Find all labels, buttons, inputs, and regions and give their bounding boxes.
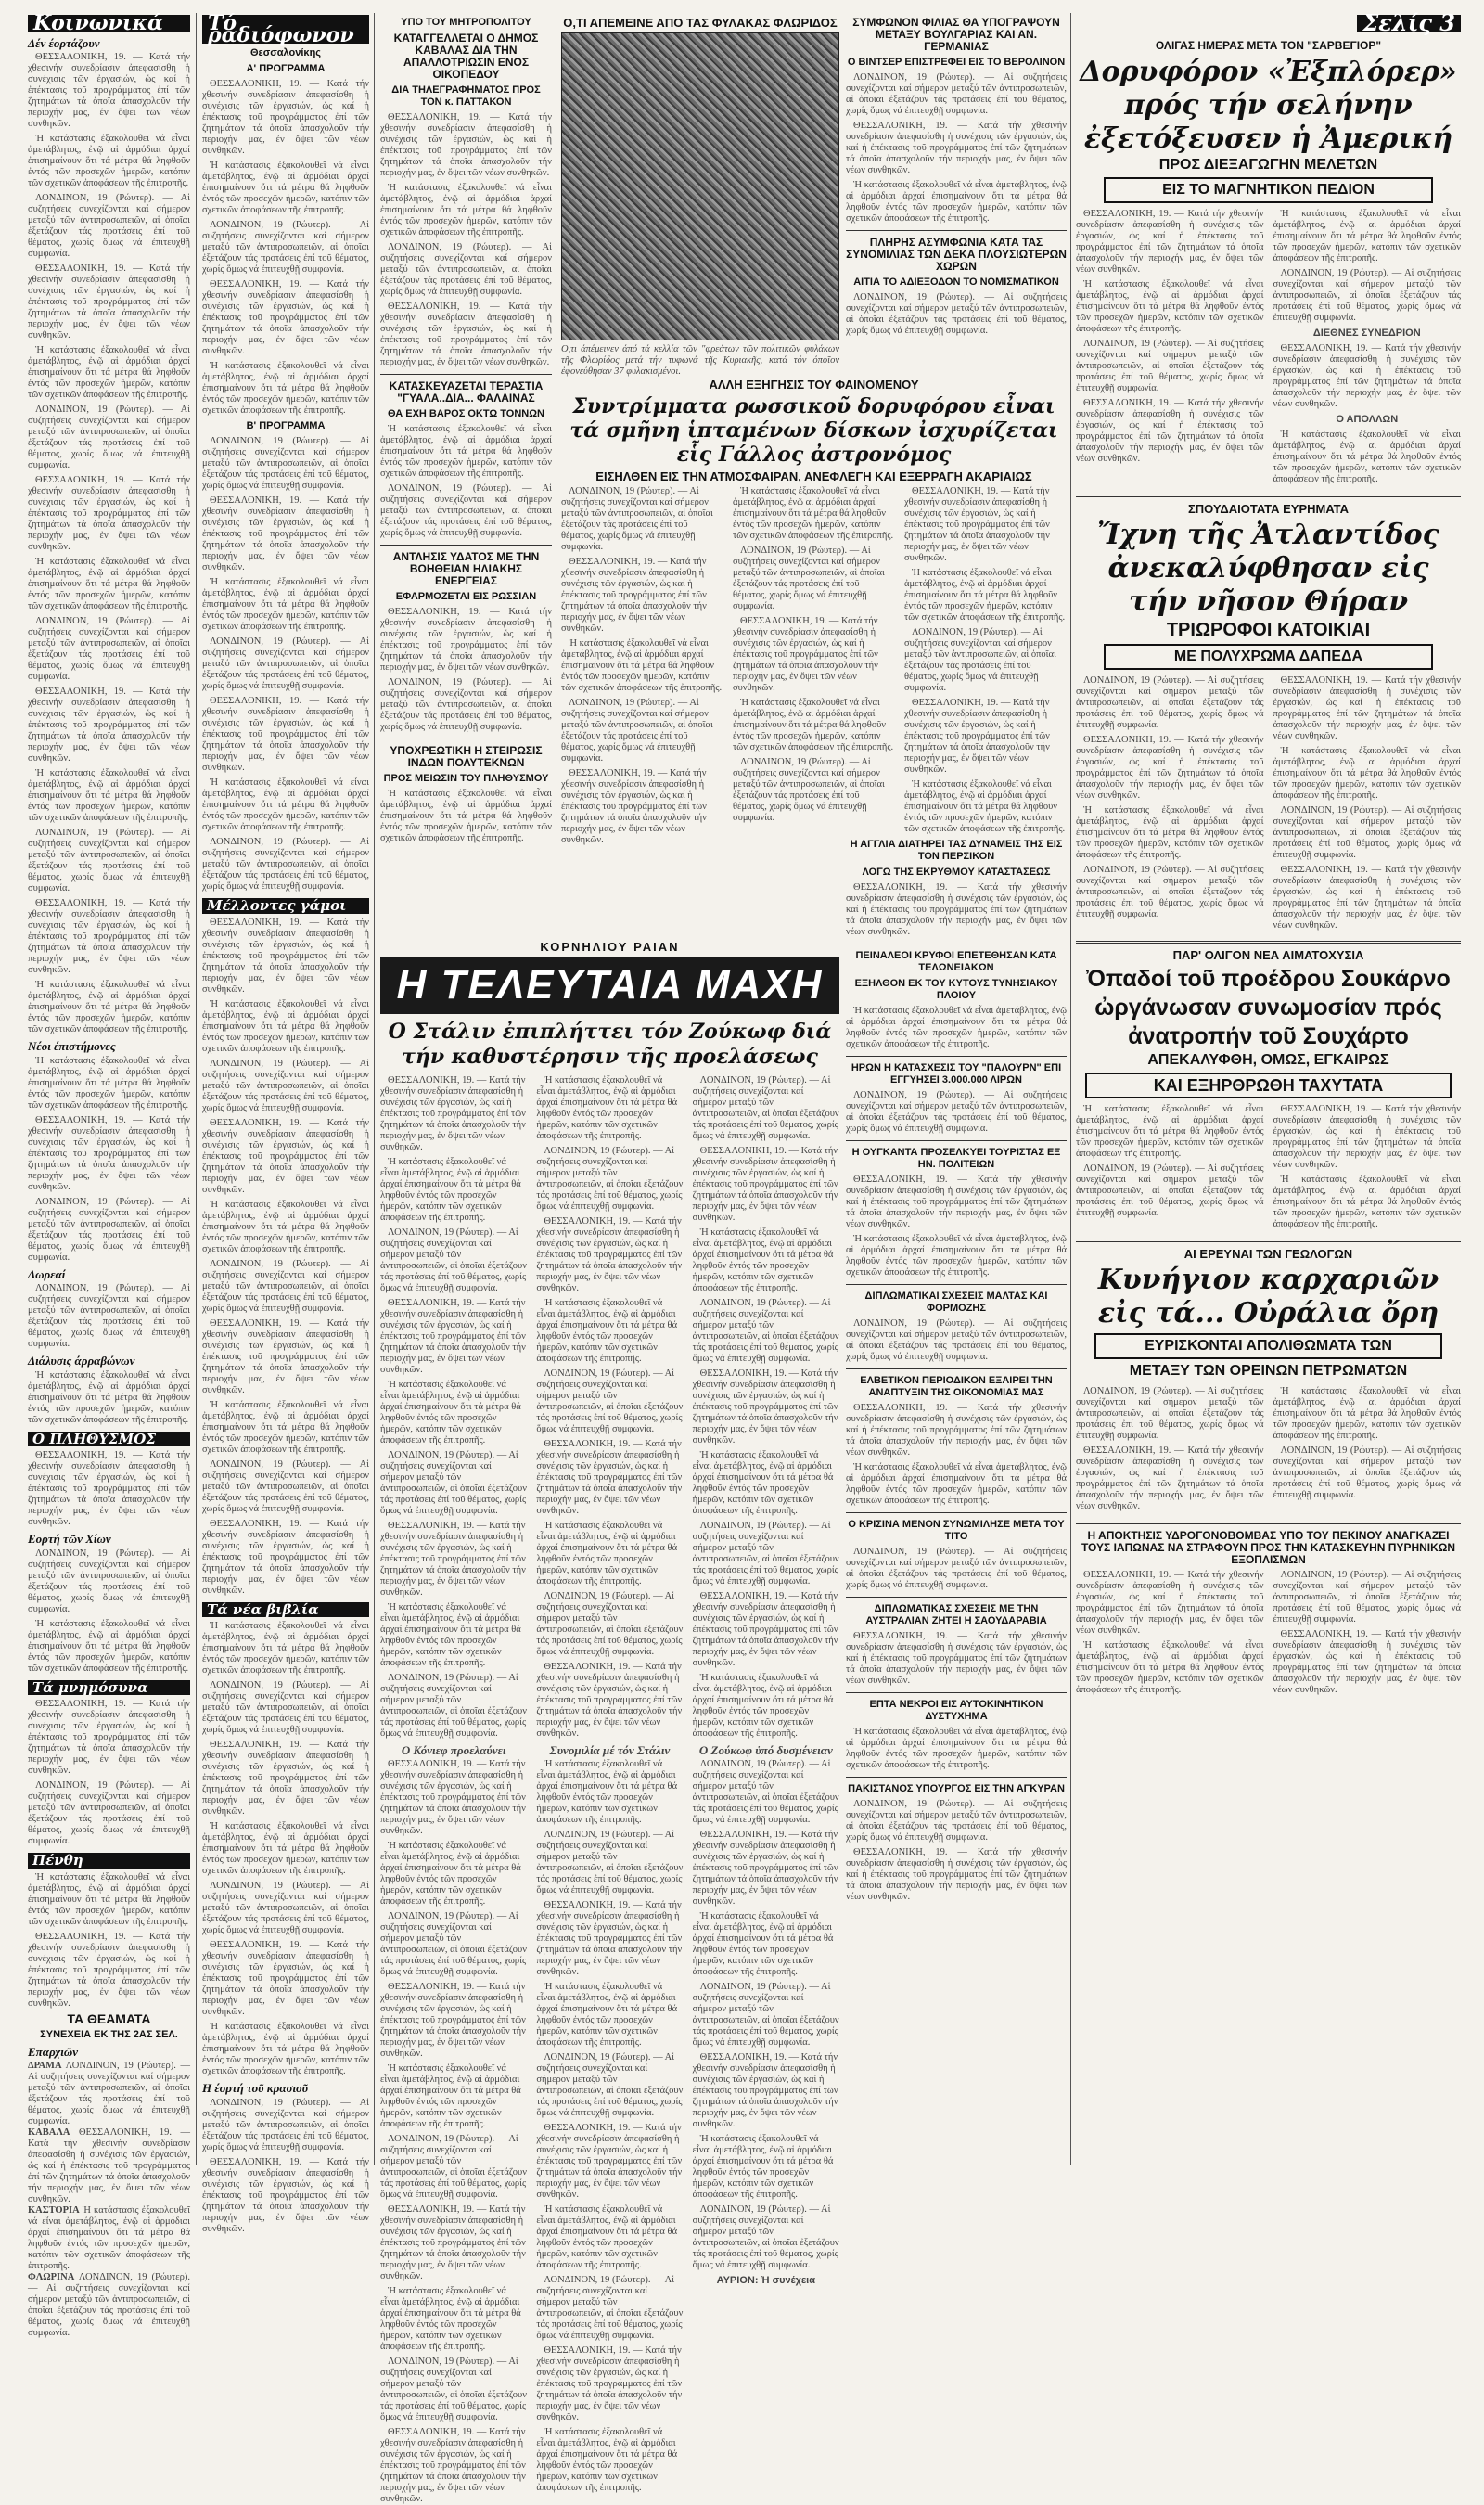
column-rule [1070,13,1071,2165]
sterilization-subheading: ΠΡΟΣ ΜΕΙΩΣΙΝ ΤΟΥ ΠΛΗΘΥΣΜΟΥ [383,773,549,784]
sterilization-heading: ΥΠΟΧΡΕΩΤΙΚΗ Η ΣΤΕΙΡΩΣΙΣ ΙΝΔΩΝ ΠΟΛΥΤΕΚΝΩΝ [390,744,543,769]
satellite-kicker: ΑΛΛΗ ΕΞΗΓΗΣΙΣ ΤΟΥ ΦΑΙΝΟΜΕΝΟΥ [709,378,919,392]
rates-heading: ΠΛΗΡΗΣ ΑΣΥΜΦΩΝΙΑ ΚΑΤΑ ΤΑΣ ΣΥΝΟΜΙΛΙΑΣ ΤΩΝ ΔΕΚΑ ΠΛΟΥΣΙΩΤΕΡΩΝ ΧΩΡΩΝ [846,236,1067,273]
program-b-heading: Β' ΠΡΟΓΡΑΜΜΑ [246,420,326,431]
explorer-subheading-2: ΕΙΣ ΤΟ ΜΑΓΝΗΤΙΚΟΝ ΠΕΔΙΟΝ [1104,177,1433,203]
apollo-heading: Ο ΑΠΟΛΛΩΝ [1336,413,1399,425]
wine-feast-heading: Η έορτή τοῦ κρασιοῦ [202,2081,309,2095]
persian-subheading: ΛΟΓΩ ΤΗΣ ΕΚΡΥΘΜΟΥ ΚΑΤΑΣΤΑΣΕΩΣ [862,867,1051,878]
whale-jar-subheading: ΘΑ ΕΧΗ ΒΑΡΟΣ ΟΚΤΩ ΤΟΝΝΩΝ [388,408,544,419]
hbomb-heading: Η ΑΠΟΚΤΗΣΙΣ ΥΔΡΟΓΟΝΟΒΟΜΒΑΣ ΥΠΟ ΤΟΥ ΠΕΚΙΝΟΥ ΑΝΑΓΚΑΖΕΙ ΤΟΥΣ ΙΑΠΩΝΑΣ ΝΑ ΣΤΡΑΦΟΥΝ ΠΡΟΣ ΤΗΝ ΚΑΤΑΣΚΕΥΗΝ ΠΥΡΗΝΙΚΩΝ ΕΞΟΠΛΙΣΜΩΝ [1081,1528,1456,1566]
malta-heading: ΔΙΠΛΩΜΑΤΙΚΑΙ ΣΧΕΣΕΙΣ ΜΑΛΤΑΣ ΚΑΙ ΦΟΡΜΟΖΗΣ [864,1291,1048,1314]
column-rule [196,13,197,2165]
whale-jar-heading: ΚΑΤΑΣΚΕΥΑΖΕΤΑΙ ΤΕΡΑΣΤΙΑ "ΓΥΑΛΑ..ΔΙΑ... ΦΑΛΑΙΝΑΣ [389,379,544,405]
column-pact: ΣΥΜΦΩΝΟΝ ΦΙΛΙΑΣ ΘΑ ΥΠΟΓΡΑΨΟΥΝ ΜΕΤΑΞΥ ΒΟΥΛΓΑΡΙΑΣ ΚΑΙ ΑΝ. ΓΕΡΜΑΝΙΑΣ Ο ΒΙΝΤΣΕΡ ΕΠΙΣΤΡΕΦΕΙ ΕΙΣ ΤΟ ΒΕΡΟΛΙΝΟΝ ΛΟΝΔΙΝΟΝ, 19 (Ρώυτερ). — Αἱ συζητήσεις συνεχίζονται καί σήμερον μεταξύ τῶν ἀντιπροσωπειῶν, αἱ ὁποῖαι ἐξετάζουν τάς προτάσεις ἐπί τοῦ θέματος, χωρίς ὅμως νά ἐπιτευχθῇ συμφωνία. ΘΕΣΣΑΛΟΝΙΚΗ, 19. — Κατά τήν χθεσινήν συνεδρίασιν ἀπεφασίσθη ἡ συνέχισις τῶν ἐργασιών, ὡς καί ἡ ἐπέκτασις τοῦ προγράμματος ἐπί τῶν ζητημάτων τά ὁποῖα ἀπασχολοῦν τήν περιοχήν μας, ἐν ὄψει τῶν νέων συνθηκῶν. Ἡ κατάστασις ἐξακολουθεῖ νά εἶναι ἀμετάβλητος, ἐνῷ αἱ ἁρμόδιαι ἀρχαί ἐπισημαίνουν ὅτι τά μέτρα θά ληφθοῦν ἐντός τῶν προσεχῶν ἡμερῶν, κατόπιν τῶν σχετικῶν ἀποφάσεων τῆς ἐπιτροπῆς. ΠΛΗΡΗΣ ΑΣΥΜΦΩΝΙΑ ΚΑΤΑ ΤΑΣ ΣΥΝΟΜΙΛΙΑΣ ΤΩΝ ΔΕΚΑ ΠΛΟΥΣΙΩΤΕΡΩΝ ΧΩΡΩΝ ΑΙΤΙΑ ΤΟ ΑΔΙΕΞΟΔΟΝ ΤΟ ΝΟΜΙΣΜΑΤΙΚΟΝ ΛΟΝΔΙΝΟΝ, 19 (Ρώυτερ). — Αἱ συζητήσεις συνεχίζονται καί σήμερον μεταξύ τῶν ἀντιπροσωπειῶν, αἱ ὁποῖαι ἐξετάζουν τάς προτάσεις ἐπί τοῦ θέματος, χωρίς ὅμως νά ἐπιτευχθῇ συμφωνία. [846,16,1067,336]
explorer-subheading-1: ΠΡΟΣ ΔΙΕΞΑΓΩΓΗΝ ΜΕΛΕΤΩΝ [1158,156,1378,173]
atlantis-subheading-2: ΜΕ ΠΟΛΥΧΡΩΜΑ ΔΑΠΕΔΑ [1104,644,1433,670]
geology-headline: Κυνήγιον καρχαριῶν εἰς τά... Οὐράλια ὄρη [1097,1263,1439,1330]
column-world-briefs: Η ΑΓΓΛΙΑ ΔΙΑΤΗΡΕΙ ΤΑΣ ΔΥΝΑΜΕΙΣ ΤΗΣ ΕΙΣ ΤΟΝ ΠΕΡΣΙΚΟΝ ΛΟΓΩ ΤΗΣ ΕΚΡΥΘΜΟΥ ΚΑΤΑΣΤΑΣΕΩΣ ΘΕΣΣΑΛΟΝΙΚΗ, 19. — Κατά τήν χθεσινήν συνεδρίασιν ἀπεφασίσθη ἡ συνέχισις τῶν ἐργασιών, ὡς καί ἡ ἐπέκτασις τοῦ προγράμματος ἐπί τῶν ζητημάτων τά ὁποῖα ἀπασχολοῦν τήν περιοχήν μας, ἐν ὄψει τῶν νέων συνθηκῶν. ΠΕΙΝΑΛΕΟΙ ΚΡΥΦΟΙ ΕΠΕΤΕΘΗΣΑΝ ΚΑΤΑ ΤΕΛΩΝΕΙΑΚΩΝ ΕΞΗΛΘΟΝ ΕΚ ΤΟΥ ΚΥΤΟΥΣ ΤΥΝΗΣΙΑΚΟΥ ΠΛΟΙΟΥ Ἡ κατάστασις ἐξακολουθεῖ νά εἶναι ἀμετάβλητος, ἐνῷ αἱ ἁρμόδιαι ἀρχαί ἐπισημαίνουν ὅτι τά μέτρα θά ληφθοῦν ἐντός τῶν προσεχῶν ἡμερῶν, κατόπιν τῶν σχετικῶν ἀποφάσεων τῆς ἐπιτροπῆς. ΗΡΩΝ Η ΚΑΤΑΣΧΕΣΙΣ ΤΟΥ "ΠΑΛΟΥΡΝ" ΕΠΙ ΕΓΓΥΗΣΕΙ 3.000.000 ΛΙΡΩΝ ΛΟΝΔΙΝΟΝ, 19 (Ρώυτερ). — Αἱ συζητήσεις συνεχίζονται καί σήμερον μεταξύ τῶν ἀντιπροσωπειῶν, αἱ ὁποῖαι ἐξετάζουν τάς προτάσεις ἐπί τοῦ θέματος, χωρίς ὅμως νά ἐπιτευχθῇ συμφωνία. Η ΟΥΓΚΑΝΤΑ ΠΡΟΣΕΛΚΥΕΙ ΤΟΥΡΙΣΤΑΣ ΕΞ ΗΝ. ΠΟΛΙΤΕΙΩΝ ΘΕΣΣΑΛΟΝΙΚΗ, 19. — Κατά τήν χθεσινήν συνεδρίασιν ἀπεφασίσθη ἡ συνέχισις τῶν ἐργασιών, ὡς καί ἡ ἐπέκτασις τοῦ προγράμματος ἐπί τῶν ζητημάτων τά ὁποῖα ἀπασχολοῦν τήν περιοχήν μας, ἐν ὄψει τῶν νέων συνθηκῶν. Ἡ κατάστασις ἐξακολουθεῖ νά εἶναι ἀμετάβλητος, ἐνῷ αἱ ἁρμόδιαι ἀρχαί ἐπισημαίνουν ὅτι τά μέτρα θά ληφθοῦν ἐντός τῶν προσεχῶν ἡμερῶν, κατόπιν τῶν σχετικῶν ἀποφάσεων τῆς ἐπιτροπῆς. ΔΙΠΛΩΜΑΤΙΚΑΙ ΣΧΕΣΕΙΣ ΜΑΛΤΑΣ ΚΑΙ ΦΟΡΜΟΖΗΣ ΛΟΝΔΙΝΟΝ, 19 (Ρώυτερ). — Αἱ συζητήσεις συνεχίζονται καί σήμερον μεταξύ τῶν ἀντιπροσωπειῶν, αἱ ὁποῖαι ἐξετάζουν τάς προτάσεις ἐπί τοῦ θέματος, χωρίς ὅμως νά ἐπιτευχθῇ συμφωνία. ΕΛΒΕΤΙΚΟΝ ΠΕΡΙΟΔΙΚΟΝ ΕΞΑΙΡΕΙ ΤΗΝ ΑΝΑΠΤΥΞΙΝ ΤΗΣ ΟΙΚΟΝΟΜΙΑΣ ΜΑΣ ΘΕΣΣΑΛΟΝΙΚΗ, 19. — Κατά τήν χθεσινήν συνεδρίασιν ἀπεφασίσθη ἡ συνέχισις τῶν ἐργασιών, ὡς καί ἡ ἐπέκτασις τοῦ προγράμματος ἐπί τῶν ζητημάτων τά ὁποῖα ἀπασχολοῦν τήν περιοχήν μας, ἐν ὄψει τῶν νέων συνθηκῶν. Ἡ κατάστασις ἐξακολουθεῖ νά εἶναι ἀμετάβλητος, ἐνῷ αἱ ἁρμόδιαι ἀρχαί ἐπισημαίνουν ὅτι τά μέτρα θά ληφθοῦν ἐντός τῶν προσεχῶν ἡμερῶν, κατόπιν τῶν σχετικῶν ἀποφάσεων τῆς ἐπιτροπῆς. Ο ΚΡΙΣΙΝΑ ΜΕΝΟΝ ΣΥΝΩΜΙΛΗΣΕ ΜΕΤΑ ΤΟΥ ΤΙΤΟ ΛΟΝΔΙΝΟΝ, 19 (Ρώυτερ). — Αἱ συζητήσεις συνεχίζονται καί σήμερον μεταξύ τῶν ἀντιπροσωπειῶν, αἱ ὁποῖαι ἐξετάζουν τάς προτάσεις ἐπί τοῦ θέματος, χωρίς ὅμως νά ἐπιτευχθῇ συμφωνία. ΔΙΠΛΩΜΑΤΙΚΑΣ ΣΧΕΣΕΙΣ ΜΕ ΤΗΝ ΑΥΣΤΡΑΛΙΑΝ ΖΗΤΕΙ Η ΣΑΟΥΔΑΡΑΒΙΑ ΘΕΣΣΑΛΟΝΙΚΗ, 19. — Κατά τήν χθεσινήν συνεδρίασιν ἀπεφασίσθη ἡ συνέχισις τῶν ἐργασιών, ὡς καί ἡ ἐπέκτασις τοῦ προγράμματος ἐπί τῶν ζητημάτων τά ὁποῖα ἀπασχολοῦν τήν περιοχήν μας, ἐν ὄψει τῶν νέων συνθηκῶν. ΕΠΤΑ ΝΕΚΡΟΙ ΕΙΣ ΑΥΤΟΚΙΝΗΤΙΚΟΝ ΔΥΣΤΥΧΗΜΑ Ἡ κατάστασις ἐξακολουθεῖ νά εἶναι ἀμετάβλητος, ἐνῷ αἱ ἁρμόδιαι ἀρχαί ἐπισημαίνουν ὅτι τά μέτρα θά ληφθοῦν ἐντός τῶν προσεχῶν ἡμερῶν, κατόπιν τῶν σχετικῶν ἀποφάσεων τῆς ἐπιτροπῆς. ΠΑΚΙΣΤΑΝΟΣ ΥΠΟΥΡΓΟΣ ΕΙΣ ΤΗΝ ΑΓΚΥΡΑΝ ΛΟΝΔΙΝΟΝ, 19 (Ρώυτερ). — Αἱ συζητήσεις συνεχίζονται καί σήμερον μεταξύ τῶν ἀντιπροσωπειῶν, αἱ ὁποῖαι ἐξετάζουν τάς προτάσεις ἐπί τοῦ θέματος, χωρίς ὅμως νά ἐπιτευχθῇ συμφωνία. ΘΕΣΣΑΛΟΝΙΚΗ, 19. — Κατά τήν χθεσινήν συνεδρίασιν ἀπεφασίσθη ἡ συνέχισις τῶν ἐργασιών, ὡς καί ἡ ἐπέκτασις τοῦ προγράμματος ἐπί τῶν ζητημάτων τά ὁποῖα ἀπασχολοῦν τήν περιοχήν μας, ἐν ὄψει τῶν νέων συνθηκῶν. [846,839,1067,1902]
metro-subheading: ΔΙΑ ΤΗΛΕΓΡΑΦΗΜΑΤΟΣ ΠΡΟΣ ΤΟΝ κ. ΠΑΤΤΑΚΟΝ [391,84,541,108]
pact-heading: ΣΥΜΦΩΝΟΝ ΦΙΛΙΑΣ ΘΑ ΥΠΟΓΡΑΨΟΥΝ ΜΕΤΑΞΥ ΒΟΥΛΓΑΡΙΑΣ ΚΑΙ ΑΝ. ΓΕΡΜΑΝΙΑΣ [852,16,1060,53]
geology-kicker: ΑΙ ΕΡΕΥΝΑΙ ΤΩΝ ΓΕΩΛΟΓΩΝ [1183,1246,1353,1261]
konev-heading: Ο Κόνιεφ προελαύνει [401,1743,506,1757]
memorial-banner: Τά μνημόσυνα [28,1680,190,1696]
serial-title: Η ΤΕΛΕΥΤΑΙΑ ΜΑΧΗ [380,957,839,1014]
photo-heading: Ο,ΤΙ ΑΠΕΜΕΙΝΕ ΑΠΟ ΤΑΣ ΦΥΛΑΚΑΣ ΦΛΩΡΙΔΟΣ [563,16,838,30]
newlyweds-heading: Νέοι έπιστήμονες [28,1039,116,1053]
atlantis-kicker: ΣΠΟΥΔΑΙΟΤΑΤΑ ΕΥΡΗΜΑΤΑ [1187,501,1350,516]
pakistan-heading: ΠΑΚΙΣΤΑΝΟΣ ΥΠΟΥΡΓΟΣ ΕΙΣ ΤΗΝ ΑΓΚΥΡΑΝ [848,1783,1065,1794]
sukarno-kicker: ΠΑΡ' ΟΛΙΓΟΝ ΝΕΑ ΑΙΜΑΤΟΧΥΣΙΑ [1172,947,1364,962]
saudi-heading: ΔΙΠΛΩΜΑΤΙΚΑΣ ΣΧΕΣΕΙΣ ΜΕ ΤΗΝ ΑΥΣΤΡΑΛΙΑΝ ΖΗΤΕΙ Η ΣΑΟΥΔΑΡΑΒΙΑ [865,1603,1047,1626]
atlantis-headline: Ἴχνη τῆς Ἀτλαντίδος ἀνεκαλύφθησαν εἰς τήν νῆσον Θήραν [1097,518,1439,618]
explorer-headline: Δορυφόρον «Ἐξπλόρερ» πρός τήν σελήνην ἐξετόξευσεν ἡ Ἀμερική [1080,55,1457,155]
explorer-kicker: ΟΛΙΓΑΣ ΗΜΕΡΑΣ ΜΕΤΑ ΤΟΝ "ΣΑΡΒΕΓΙΟΡ" [1155,38,1382,52]
program-a-heading: Α' ΠΡΟΓΡΑΜΜΑ [246,63,326,74]
customs-heading: ΠΕΙΝΑΛΕΟΙ ΚΡΥΦΟΙ ΕΠΕΤΕΘΗΣΑΝ ΚΑΤΑ ΤΕΛΩΝΕΙΑΚΩΝ [855,950,1057,973]
accident-heading: ΕΠΤΑ ΝΕΚΡΟΙ ΕΙΣ ΑΥΤΟΚΙΝΗΤΙΚΟΝ ΔΥΣΤΥΧΗΜΑ [869,1699,1043,1722]
atlantis-subheading-1: ΤΡΙΩΡΟΦΟΙ ΚΑΤΟΙΚΙΑΙ [1166,619,1371,640]
gifts-heading: Δωρεαί [28,1266,66,1281]
engagement-end-heading: Διάλυσις άρραβώνων [28,1354,135,1368]
satellite-subheading: ΕΙΣΗΛΘΕΝ ΕΙΣ ΤΗΝ ΑΤΜΟΣΦΑΙΡΑΝ, ΑΝΕΦΛΕΓΗ ΚΑΙ ΕΞΕΡΡΑΓΗ ΑΚΑΡΙΑΙΩΣ [595,469,1032,483]
town-name: ΔΡΑΜΑ [28,2061,62,2071]
provinces-heading: Επαρχιῶν [28,2044,79,2059]
books-banner: Τά νέα βιβλία [202,1602,369,1618]
satellite-story: ΑΛΛΗ ΕΞΗΓΗΣΙΣ ΤΟΥ ΦΑΙΝΟΜΕΝΟΥ Συντρίμματα ρωσσικοῦ δορυφόρου εἶναι τά σμῆνη ἱπταμένων δίσκων ἰσχυρίζεται εἷς Γάλλος ἀστρονόμος ΕΙΣΗΛΘΕΝ ΕΙΣ ΤΗΝ ΑΤΜΟΣΦΑΙΡΑΝ, ΑΝΕΦΛΕΓΗ ΚΑΙ ΕΞΕΡΡΑΓΗ ΑΚΑΡΙΑΙΩΣ ΛΟΝΔΙΝΟΝ, 19 (Ρώυτερ). — Αἱ συζητήσεις συνεχίζονται καί σήμερον μεταξύ τῶν ἀντιπροσωπειῶν, αἱ ὁποῖαι ἐξετάζουν τάς προτάσεις ἐπί τοῦ θέματος, χωρίς ὅμως νά ἐπιτευχθῇ συμφωνία. ΘΕΣΣΑΛΟΝΙΚΗ, 19. — Κατά τήν χθεσινήν συνεδρίασιν ἀπεφασίσθη ἡ συνέχισις τῶν ἐργασιών, ὡς καί ἡ ἐπέκτασις τοῦ προγράμματος ἐπί τῶν ζητημάτων τά ὁποῖα ἀπασχολοῦν τήν περιοχήν μας, ἐν ὄψει τῶν νέων συνθηκῶν. Ἡ κατάστασις ἐξακολουθεῖ νά εἶναι ἀμετάβλητος, ἐνῷ αἱ ἁρμόδιαι ἀρχαί ἐπισημαίνουν ὅτι τά μέτρα θά ληφθοῦν ἐντός τῶν προσεχῶν ἡμερῶν, κατόπιν τῶν σχετικῶν ἀποφάσεων τῆς ἐπιτροπῆς. ΛΟΝΔΙΝΟΝ, 19 (Ρώυτερ). — Αἱ συζητήσεις συνεχίζονται καί σήμερον μεταξύ τῶν ἀντιπροσωπειῶν, αἱ ὁποῖαι ἐξετάζουν τάς προτάσεις ἐπί τοῦ θέματος, χωρίς ὅμως νά ἐπιτευχθῇ συμφωνία. ΘΕΣΣΑΛΟΝΙΚΗ, 19. — Κατά τήν χθεσινήν συνεδρίασιν ἀπεφασίσθη ἡ συνέχισις τῶν ἐργασιών, ὡς καί ἡ ἐπέκτασις τοῦ προγράμματος ἐπί τῶν ζητημάτων τά ὁποῖα ἀπασχολοῦν τήν περιοχήν μας, ἐν ὄψει τῶν νέων συνθηκῶν. Ἡ κατάστασις ἐξακολουθεῖ νά εἶναι ἀμετάβλητος, ἐνῷ αἱ ἁρμόδιαι ἀρχαί ἐπισημαίνουν ὅτι τά μέτρα θά ληφθοῦν ἐντός τῶν προσεχῶν ἡμερῶν, κατόπιν τῶν σχετικῶν ἀποφάσεων τῆς ἐπιτροπῆς. ΛΟΝΔΙΝΟΝ, 19 (Ρώυτερ). — Αἱ συζητήσεις συνεχίζονται καί σήμερον μεταξύ τῶν ἀντιπροσωπειῶν, αἱ ὁποῖαι ἐξετάζουν τάς προτάσεις ἐπί τοῦ θέματος, χωρίς ὅμως νά ἐπιτευχθῇ συμφωνία. ΘΕΣΣΑΛΟΝΙΚΗ, 19. — Κατά τήν χθεσινήν συνεδρίασιν ἀπεφασίσθη ἡ συνέχισις τῶν ἐργασιών, ὡς καί ἡ ἐπέκτασις τοῦ προγράμματος ἐπί τῶν ζητημάτων τά ὁποῖα ἀπασχολοῦν τήν περιοχήν μας, ἐν ὄψει τῶν νέων συνθηκῶν. Ἡ κατάστασις ἐξακολουθεῖ νά εἶναι ἀμετάβλητος, ἐνῷ αἱ ἁρμόδιαι ἀρχαί ἐπισημαίνουν ὅτι τά μέτρα θά ληφθοῦν ἐντός τῶν προσεχῶν ἡμερῶν, κατόπιν τῶν σχετικῶν ἀποφάσεων τῆς ἐπιτροπῆς. ΛΟΝΔΙΝΟΝ, 19 (Ρώυτερ). — Αἱ συζητήσεις συνεχίζονται καί σήμερον μεταξύ τῶν ἀντιπροσωπειῶν, αἱ ὁποῖαι ἐξετάζουν τάς προτάσεις ἐπί τοῦ θέματος, χωρίς ὅμως νά ἐπιτευχθῇ συμφωνία. ΘΕΣΣΑΛΟΝΙΚΗ, 19. — Κατά τήν χθεσινήν συνεδρίασιν ἀπεφασίσθη ἡ συνέχισις τῶν ἐργασιών, ὡς καί ἡ ἐπέκτασις τοῦ προγράμματος ἐπί τῶν ζητημάτων τά ὁποῖα ἀπασχολοῦν τήν περιοχήν μας, ἐν ὄψει τῶν νέων συνθηκῶν. Ἡ κατάστασις ἐξακολουθεῖ νά εἶναι ἀμετάβλητος, ἐνῷ αἱ ἁρμόδιαι ἀρχαί ἐπισημαίνουν ὅτι τά μέτρα θά ληφθοῦν ἐντός τῶν προσεχῶν ἡμερῶν, κατόπιν τῶν σχετικῶν ἀποφάσεων τῆς ἐπιτροπῆς. ΛΟΝΔΙΝΟΝ, 19 (Ρώυτερ). — Αἱ συζητήσεις συνεχίζονται καί σήμερον μεταξύ τῶν ἀντιπροσωπειῶν, αἱ ὁποῖαι ἐξετάζουν τάς προτάσεις ἐπί τοῦ θέματος, χωρίς ὅμως νά ἐπιτευχθῇ συμφωνία. ΘΕΣΣΑΛΟΝΙΚΗ, 19. — Κατά τήν χθεσινήν συνεδρίασιν ἀπεφασίσθη ἡ συνέχισις τῶν ἐργασιών, ὡς καί ἡ ἐπέκτασις τοῦ προγράμματος ἐπί τῶν ζητημάτων τά ὁποῖα ἀπασχολοῦν τήν περιοχήν μας, ἐν ὄψει τῶν νέων συνθηκῶν. Ἡ κατάστασις ἐξακολουθεῖ νά εἶναι ἀμετάβλητος, ἐνῷ αἱ ἁρμόδιαι ἀρχαί ἐπισημαίνουν ὅτι τά μέτρα θά ληφθοῦν ἐντός τῶν προσεχῶν ἡμερῶν, κατόπιν τῶν σχετικῶν ἀποφάσεων τῆς ἐπιτροπῆς. [561,378,1066,845]
town-name: ΚΑΒΑΛΑ [28,2127,70,2138]
krishna-menon-heading: Ο ΚΡΙΣΙΝΑ ΜΕΝΟΝ ΣΥΝΩΜΙΛΗΣΕ ΜΕΤΑ ΤΟΥ ΤΙΤΟ [848,1519,1065,1542]
congress-heading: ΔΙΕΘΝΕΣ ΣΥΝΕΔΡΙΟΝ [1312,327,1421,339]
prison-ruins-photo [561,32,839,340]
pact-subheading: Ο ΒΙΝΤΣΕΡ ΕΠΙΣΤΡΕΦΕΙ ΕΙΣ ΤΟ ΒΕΡΟΛΙΝΟΝ [847,57,1066,68]
mourning-banner: Πένθη [28,1853,190,1869]
column-social: Κοινωνικά Δέν έορτάζουν ΘΕΣΣΑΛΟΝΙΚΗ, 19. — Κατά τήν χθεσινήν συνεδρίασιν ἀπεφασίσθη ἡ συνέχισις τῶν ἐργασιών, ὡς καί ἡ ἐπέκτασις τοῦ προγράμματος ἐπί τῶν ζητημάτων τά ὁποῖα ἀπασχολοῦν τήν περιοχήν μας, ἐν ὄψει τῶν νέων συνθηκῶν. Ἡ κατάστασις ἐξακολουθεῖ νά εἶναι ἀμετάβλητος, ἐνῷ αἱ ἁρμόδιαι ἀρχαί ἐπισημαίνουν ὅτι τά μέτρα θά ληφθοῦν ἐντός τῶν προσεχῶν ἡμερῶν, κατόπιν τῶν σχετικῶν ἀποφάσεων τῆς ἐπιτροπῆς. ΛΟΝΔΙΝΟΝ, 19 (Ρώυτερ). — Αἱ συζητήσεις συνεχίζονται καί σήμερον μεταξύ τῶν ἀντιπροσωπειῶν, αἱ ὁποῖαι ἐξετάζουν τάς προτάσεις ἐπί τοῦ θέματος, χωρίς ὅμως νά ἐπιτευχθῇ συμφωνία. ΘΕΣΣΑΛΟΝΙΚΗ, 19. — Κατά τήν χθεσινήν συνεδρίασιν ἀπεφασίσθη ἡ συνέχισις τῶν ἐργασιών, ὡς καί ἡ ἐπέκτασις τοῦ προγράμματος ἐπί τῶν ζητημάτων τά ὁποῖα ἀπασχολοῦν τήν περιοχήν μας, ἐν ὄψει τῶν νέων συνθηκῶν. Ἡ κατάστασις ἐξακολουθεῖ νά εἶναι ἀμετάβλητος, ἐνῷ αἱ ἁρμόδιαι ἀρχαί ἐπισημαίνουν ὅτι τά μέτρα θά ληφθοῦν ἐντός τῶν προσεχῶν ἡμερῶν, κατόπιν τῶν σχετικῶν ἀποφάσεων τῆς ἐπιτροπῆς. ΛΟΝΔΙΝΟΝ, 19 (Ρώυτερ). — Αἱ συζητήσεις συνεχίζονται καί σήμερον μεταξύ τῶν ἀντιπροσωπειῶν, αἱ ὁποῖαι ἐξετάζουν τάς προτάσεις ἐπί τοῦ θέματος, χωρίς ὅμως νά ἐπιτευχθῇ συμφωνία. ΘΕΣΣΑΛΟΝΙΚΗ, 19. — Κατά τήν χθεσινήν συνεδρίασιν ἀπεφασίσθη ἡ συνέχισις τῶν ἐργασιών, ὡς καί ἡ ἐπέκτασις τοῦ προγράμματος ἐπί τῶν ζητημάτων τά ὁποῖα ἀπασχολοῦν τήν περιοχήν μας, ἐν ὄψει τῶν νέων συνθηκῶν. Ἡ κατάστασις ἐξακολουθεῖ νά εἶναι ἀμετάβλητος, ἐνῷ αἱ ἁρμόδιαι ἀρχαί ἐπισημαίνουν ὅτι τά μέτρα θά ληφθοῦν ἐντός τῶν προσεχῶν ἡμερῶν, κατόπιν τῶν σχετικῶν ἀποφάσεων τῆς ἐπιτροπῆς. ΛΟΝΔΙΝΟΝ, 19 (Ρώυτερ). — Αἱ συζητήσεις συνεχίζονται καί σήμερον μεταξύ τῶν ἀντιπροσωπειῶν, αἱ ὁποῖαι ἐξετάζουν τάς προτάσεις ἐπί τοῦ θέματος, χωρίς ὅμως νά ἐπιτευχθῇ συμφωνία. ΘΕΣΣΑΛΟΝΙΚΗ, 19. — Κατά τήν χθεσινήν συνεδρίασιν ἀπεφασίσθη ἡ συνέχισις τῶν ἐργασιών, ὡς καί ἡ ἐπέκτασις τοῦ προγράμματος ἐπί τῶν ζητημάτων τά ὁποῖα ἀπασχολοῦν τήν περιοχήν μας, ἐν ὄψει τῶν νέων συνθηκῶν. Ἡ κατάστασις ἐξακολουθεῖ νά εἶναι ἀμετάβλητος, ἐνῷ αἱ ἁρμόδιαι ἀρχαί ἐπισημαίνουν ὅτι τά μέτρα θά ληφθοῦν ἐντός τῶν προσεχῶν ἡμερῶν, κατόπιν τῶν σχετικῶν ἀποφάσεων τῆς ἐπιτροπῆς. ΛΟΝΔΙΝΟΝ, 19 (Ρώυτερ). — Αἱ συζητήσεις συνεχίζονται καί σήμερον μεταξύ τῶν ἀντιπροσωπειῶν, αἱ ὁποῖαι ἐξετάζουν τάς προτάσεις ἐπί τοῦ θέματος, χωρίς ὅμως νά ἐπιτευχθῇ συμφωνία. ΘΕΣΣΑΛΟΝΙΚΗ, 19. — Κατά τήν χθεσινήν συνεδρίασιν ἀπεφασίσθη ἡ συνέχισις τῶν ἐργασιών, ὡς καί ἡ ἐπέκτασις τοῦ προγράμματος ἐπί τῶν ζητημάτων τά ὁποῖα ἀπασχολοῦν τήν περιοχήν μας, ἐν ὄψει τῶν νέων συνθηκῶν. Ἡ κατάστασις ἐξακολουθεῖ νά εἶναι ἀμετάβλητος, ἐνῷ αἱ ἁρμόδιαι ἀρχαί ἐπισημαίνουν ὅτι τά μέτρα θά ληφθοῦν ἐντός τῶν προσεχῶν ἡμερῶν, κατόπιν τῶν σχετικῶν ἀποφάσεων τῆς ἐπιτροπῆς. Νέοι έπιστήμονες Ἡ κατάστασις ἐξακολουθεῖ νά εἶναι ἀμετάβλητος, ἐνῷ αἱ ἁρμόδιαι ἀρχαί ἐπισημαίνουν ὅτι τά μέτρα θά ληφθοῦν ἐντός τῶν προσεχῶν ἡμερῶν, κατόπιν τῶν σχετικῶν ἀποφάσεων τῆς ἐπιτροπῆς. ΘΕΣΣΑΛΟΝΙΚΗ, 19. — Κατά τήν χθεσινήν συνεδρίασιν ἀπεφασίσθη ἡ συνέχισις τῶν ἐργασιών, ὡς καί ἡ ἐπέκτασις τοῦ προγράμματος ἐπί τῶν ζητημάτων τά ὁποῖα ἀπασχολοῦν τήν περιοχήν μας, ἐν ὄψει τῶν νέων συνθηκῶν. ΛΟΝΔΙΝΟΝ, 19 (Ρώυτερ). — Αἱ συζητήσεις συνεχίζονται καί σήμερον μεταξύ τῶν ἀντιπροσωπειῶν, αἱ ὁποῖαι ἐξετάζουν τάς προτάσεις ἐπί τοῦ θέματος, χωρίς ὅμως νά ἐπιτευχθῇ συμφωνία. Δωρεαί ΛΟΝΔΙΝΟΝ, 19 (Ρώυτερ). — Αἱ συζητήσεις συνεχίζονται καί σήμερον μεταξύ τῶν ἀντιπροσωπειῶν, αἱ ὁποῖαι ἐξετάζουν τάς προτάσεις ἐπί τοῦ θέματος, χωρίς ὅμως νά ἐπιτευχθῇ συμφωνία. Διάλυσις άρραβώνων Ἡ κατάστασις ἐξακολουθεῖ νά εἶναι ἀμετάβλητος, ἐνῷ αἱ ἁρμόδιαι ἀρχαί ἐπισημαίνουν ὅτι τά μέτρα θά ληφθοῦν ἐντός τῶν προσεχῶν ἡμερῶν, κατόπιν τῶν σχετικῶν ἀποφάσεων τῆς ἐπιτροπῆς. Ο ΠΛΗΘΥΣΜΟΣ ΘΕΣΣΑΛΟΝΙΚΗ, 19. — Κατά τήν χθεσινήν συνεδρίασιν ἀπεφασίσθη ἡ συνέχισις τῶν ἐργασιών, ὡς καί ἡ ἐπέκτασις τοῦ προγράμματος ἐπί τῶν ζητημάτων τά ὁποῖα ἀπασχολοῦν τήν περιοχήν μας, ἐν ὄψει τῶν νέων συνθηκῶν. Εορτή τῶν Χίων ΛΟΝΔΙΝΟΝ, 19 (Ρώυτερ). — Αἱ συζητήσεις συνεχίζονται καί σήμερον μεταξύ τῶν ἀντιπροσωπειῶν, αἱ ὁποῖαι ἐξετάζουν τάς προτάσεις ἐπί τοῦ θέματος, χωρίς ὅμως νά ἐπιτευχθῇ συμφωνία. Ἡ κατάστασις ἐξακολουθεῖ νά εἶναι ἀμετάβλητος, ἐνῷ αἱ ἁρμόδιαι ἀρχαί ἐπισημαίνουν ὅτι τά μέτρα θά ληφθοῦν ἐντός τῶν προσεχῶν ἡμερῶν, κατόπιν τῶν σχετικῶν ἀποφάσεων τῆς ἐπιτροπῆς. Τά μνημόσυνα ΘΕΣΣΑΛΟΝΙΚΗ, 19. — Κατά τήν χθεσινήν συνεδρίασιν ἀπεφασίσθη ἡ συνέχισις τῶν ἐργασιών, ὡς καί ἡ ἐπέκτασις τοῦ προγράμματος ἐπί τῶν ζητημάτων τά ὁποῖα ἀπασχολοῦν τήν περιοχήν μας, ἐν ὄψει τῶν νέων συνθηκῶν. ΛΟΝΔΙΝΟΝ, 19 (Ρώυτερ). — Αἱ συζητήσεις συνεχίζονται καί σήμερον μεταξύ τῶν ἀντιπροσωπειῶν, αἱ ὁποῖαι ἐξετάζουν τάς προτάσεις ἐπί τοῦ θέματος, χωρίς ὅμως νά ἐπιτευχθῇ συμφωνία. Πένθη Ἡ κατάστασις ἐξακολουθεῖ νά εἶναι ἀμετάβλητος, ἐνῷ αἱ ἁρμόδιαι ἀρχαί ἐπισημαίνουν ὅτι τά μέτρα θά ληφθοῦν ἐντός τῶν προσεχῶν ἡμερῶν, κατόπιν τῶν σχετικῶν ἀποφάσεων τῆς ἐπιτροπῆς. ΘΕΣΣΑΛΟΝΙΚΗ, 19. — Κατά τήν χθεσινήν συνεδρίασιν ἀπεφασίσθη ἡ συνέχισις τῶν ἐργασιών, ὡς καί ἡ ἐπέκτασις τοῦ προγράμματος ἐπί τῶν ζητημάτων τά ὁποῖα ἀπασχολοῦν τήν περιοχήν μας, ἐν ὄψει τῶν νέων συνθηκῶν. ΤΑ ΘΕΑΜΑΤΑ ΣΥΝΕΧΕΙΑ ΕΚ ΤΗΣ 2ΑΣ ΣΕΛ. Επαρχιῶν ΔΡΑΜΑ ΛΟΝΔΙΝΟΝ, 19 (Ρώυτερ). — Αἱ συζητήσεις συνεχίζονται καί σήμερον μεταξύ τῶν ἀντιπροσωπειῶν, αἱ ὁποῖαι ἐξετάζουν τάς προτάσεις ἐπί τοῦ θέματος, χωρίς ὅμως νά ἐπιτευχθῇ συμφωνία. ΚΑΒΑΛΑ ΘΕΣΣΑΛΟΝΙΚΗ, 19. — Κατά τήν χθεσινήν συνεδρίασιν ἀπεφασίσθη ἡ συνέχισις τῶν ἐργασιών, ὡς καί ἡ ἐπέκτασις τοῦ προγράμματος ἐπί τῶν ζητημάτων τά ὁποῖα ἀπασχολοῦν τήν περιοχήν μας, ἐν ὄψει τῶν νέων συνθηκῶν. ΚΑΣΤΟΡΙΑ Ἡ κατάστασις ἐξακολουθεῖ νά εἶναι ἀμετάβλητος, ἐνῷ αἱ ἁρμόδιαι ἀρχαί ἐπισημαίνουν ὅτι τά μέτρα θά ληφθοῦν ἐντός τῶν προσεχῶν ἡμερῶν, κατόπιν τῶν σχετικῶν ἀποφάσεων τῆς ἐπιτροπῆς. ΦΛΩΡΙΝΑ ΛΟΝΔΙΝΟΝ, 19 (Ρώυτερ). — Αἱ συζητήσεις συνεχίζονται καί σήμερον μεταξύ τῶν ἀντιπροσωπειῶν, αἱ ὁποῖαι ἐξετάζουν τάς προτάσεις ἐπί τοῦ θέματος, χωρίς ὅμως νά ἐπιτευχθῇ συμφωνία. [28,11,191,2338]
metro-heading: ΚΑΤΑΓΓΕΛΛΕΤΑΙ Ο ΔΗΜΟΣ ΚΑΒΑΛΑΣ ΔΙΑ ΤΗΝ ΑΠΑΛΛΟΤΡΙΩΣΙΝ ΕΝΟΣ ΟΙΚΟΠΕΔΟΥ [393,32,539,81]
sukarno-headline: Ὀπαδοί τοῦ προέδρου Σουκάρνο ὠργάνωσαν συνωμοσίαν πρός ἀνατροπήν τοῦ Σουχάρτο [1086,965,1451,1049]
feasts-heading: Δέν έορτάζουν [28,35,100,50]
geology-subheading-2: ΜΕΤΑΞΥ ΤΩΝ ΟΡΕΙΝΩΝ ΠΕΤΡΩΜΑΤΩΝ [1129,1362,1408,1379]
engagements-banner: Μέλλοντες γάμοι [202,898,369,914]
photo-caption: Ο,τι άπέμεινεν άπό τά κελλία τῶν "φρεάτων τῶν πολιτικῶν φυλάκων τῆς Φλωρίδος μετά τήν τυφωνά τῆς Κυριακῆς, κατά τόν όποῖον ἐφονεύθησαν 37 φυλακισμένοι. [561,344,839,377]
page-number: Σελίς 3 [1357,15,1461,32]
feasts-text: ΘΕΣΣΑΛΟΝΙΚΗ, 19. — Κατά τήν χθεσινήν συνεδρίασιν ἀπεφασίσθη ἡ συνέχισις τῶν ἐργασιών, ὡς καί ἡ ἐπέκτασις τοῦ προγράμματος ἐπί τῶν ζητημάτων τά ὁποῖα ἀπασχολοῦν τήν περιοχήν μας, ἐν ὄψει τῶν νέων συνθηκῶν. Ἡ κατάστασις ἐξακολουθεῖ νά εἶναι ἀμετάβλητος, ἐνῷ αἱ ἁρμόδιαι ἀρχαί ἐπισημαίνουν ὅτι τά μέτρα θά ληφθοῦν ἐντός τῶν προσεχῶν ἡμερῶν, κατόπιν τῶν σχετικῶν ἀποφάσεων τῆς ἐπιτροπῆς. ΛΟΝΔΙΝΟΝ, 19 (Ρώυτερ). — Αἱ συζητήσεις συνεχίζονται καί σήμερον μεταξύ τῶν ἀντιπροσωπειῶν, αἱ ὁποῖαι ἐξετάζουν τάς προτάσεις ἐπί τοῦ θέματος, χωρίς ὅμως νά ἐπιτευχθῇ συμφωνία. ΘΕΣΣΑΛΟΝΙΚΗ, 19. — Κατά τήν χθεσινήν συνεδρίασιν ἀπεφασίσθη ἡ συνέχισις τῶν ἐργασιών, ὡς καί ἡ ἐπέκτασις τοῦ προγράμματος ἐπί τῶν ζητημάτων τά ὁποῖα ἀπασχολοῦν τήν περιοχήν μας, ἐν ὄψει τῶν νέων συνθηκῶν. Ἡ κατάστασις ἐξακολουθεῖ νά εἶναι ἀμετάβλητος, ἐνῷ αἱ ἁρμόδιαι ἀρχαί ἐπισημαίνουν ὅτι τά μέτρα θά ληφθοῦν ἐντός τῶν προσεχῶν ἡμερῶν, κατόπιν τῶν σχετικῶν ἀποφάσεων τῆς ἐπιτροπῆς. ΛΟΝΔΙΝΟΝ, 19 (Ρώυτερ). — Αἱ συζητήσεις συνεχίζονται καί σήμερον μεταξύ τῶν ἀντιπροσωπειῶν, αἱ ὁποῖαι ἐξετάζουν τάς προτάσεις ἐπί τοῦ θέματος, χωρίς ὅμως νά ἐπιτευχθῇ συμφωνία. ΘΕΣΣΑΛΟΝΙΚΗ, 19. — Κατά τήν χθεσινήν συνεδρίασιν ἀπεφασίσθη ἡ συνέχισις τῶν ἐργασιών, ὡς καί ἡ ἐπέκτασις τοῦ προγράμματος ἐπί τῶν ζητημάτων τά ὁποῖα ἀπασχολοῦν τήν περιοχήν μας, ἐν ὄψει τῶν νέων συνθηκῶν. Ἡ κατάστασις ἐξακολουθεῖ νά εἶναι ἀμετάβλητος, ἐνῷ αἱ ἁρμόδιαι ἀρχαί ἐπισημαίνουν ὅτι τά μέτρα θά ληφθοῦν ἐντός τῶν προσεχῶν ἡμερῶν, κατόπιν τῶν σχετικῶν ἀποφάσεων τῆς ἐπιτροπῆς. ΛΟΝΔΙΝΟΝ, 19 (Ρώυτερ). — Αἱ συζητήσεις συνεχίζονται καί σήμερον μεταξύ τῶν ἀντιπροσωπειῶν, αἱ ὁποῖαι ἐξετάζουν τάς προτάσεις ἐπί τοῦ θέματος, χωρίς ὅμως νά ἐπιτευχθῇ συμφωνία. ΘΕΣΣΑΛΟΝΙΚΗ, 19. — Κατά τήν χθεσινήν συνεδρίασιν ἀπεφασίσθη ἡ συνέχισις τῶν ἐργασιών, ὡς καί ἡ ἐπέκτασις τοῦ προγράμματος ἐπί τῶν ζητημάτων τά ὁποῖα ἀπασχολοῦν τήν περιοχήν μας, ἐν ὄψει τῶν νέων συνθηκῶν. Ἡ κατάστασις ἐξακολουθεῖ νά εἶναι ἀμετάβλητος, ἐνῷ αἱ ἁρμόδιαι ἀρχαί ἐπισημαίνουν ὅτι τά μέτρα θά ληφθοῦν ἐντός τῶν προσεχῶν ἡμερῶν, κατόπιν τῶν σχετικῶν ἀποφάσεων τῆς ἐπιτροπῆς. ΛΟΝΔΙΝΟΝ, 19 (Ρώυτερ). — Αἱ συζητήσεις συνεχίζονται καί σήμερον μεταξύ τῶν ἀντιπροσωπειῶν, αἱ ὁποῖαι ἐξετάζουν τάς προτάσεις ἐπί τοῦ θέματος, χωρίς ὅμως νά ἐπιτευχθῇ συμφωνία. ΘΕΣΣΑΛΟΝΙΚΗ, 19. — Κατά τήν χθεσινήν συνεδρίασιν ἀπεφασίσθη ἡ συνέχισις τῶν ἐργασιών, ὡς καί ἡ ἐπέκτασις τοῦ προγράμματος ἐπί τῶν ζητημάτων τά ὁποῖα ἀπασχολοῦν τήν περιοχήν μας, ἐν ὄψει τῶν νέων συνθηκῶν. Ἡ κατάστασις ἐξακολουθεῖ νά εἶναι ἀμετάβλητος, ἐνῷ αἱ ἁρμόδιαι ἀρχαί ἐπισημαίνουν ὅτι τά μέτρα θά ληφθοῦν ἐντός τῶν προσεχῶν ἡμερῶν, κατόπιν τῶν σχετικῶν ἀποφάσεων τῆς ἐπιτροπῆς. [28,52,190,1034]
stalin-meeting-heading: Συνομιλία μέ τόν Στάλιν [549,1743,671,1757]
census-banner: Ο ΠΛΗΘΥΣΜΟΣ [28,1432,190,1447]
column-radio: Τό ραδιόφωνον Θεσσαλονίκης Α' ΠΡΟΓΡΑΜΜΑ ΘΕΣΣΑΛΟΝΙΚΗ, 19. — Κατά τήν χθεσινήν συνεδρίασιν ἀπεφασίσθη ἡ συνέχισις τῶν ἐργασιών, ὡς καί ἡ ἐπέκτασις τοῦ προγράμματος ἐπί τῶν ζητημάτων τά ὁποῖα ἀπασχολοῦν τήν περιοχήν μας, ἐν ὄψει τῶν νέων συνθηκῶν. Ἡ κατάστασις ἐξακολουθεῖ νά εἶναι ἀμετάβλητος, ἐνῷ αἱ ἁρμόδιαι ἀρχαί ἐπισημαίνουν ὅτι τά μέτρα θά ληφθοῦν ἐντός τῶν προσεχῶν ἡμερῶν, κατόπιν τῶν σχετικῶν ἀποφάσεων τῆς ἐπιτροπῆς. ΛΟΝΔΙΝΟΝ, 19 (Ρώυτερ). — Αἱ συζητήσεις συνεχίζονται καί σήμερον μεταξύ τῶν ἀντιπροσωπειῶν, αἱ ὁποῖαι ἐξετάζουν τάς προτάσεις ἐπί τοῦ θέματος, χωρίς ὅμως νά ἐπιτευχθῇ συμφωνία. ΘΕΣΣΑΛΟΝΙΚΗ, 19. — Κατά τήν χθεσινήν συνεδρίασιν ἀπεφασίσθη ἡ συνέχισις τῶν ἐργασιών, ὡς καί ἡ ἐπέκτασις τοῦ προγράμματος ἐπί τῶν ζητημάτων τά ὁποῖα ἀπασχολοῦν τήν περιοχήν μας, ἐν ὄψει τῶν νέων συνθηκῶν. Ἡ κατάστασις ἐξακολουθεῖ νά εἶναι ἀμετάβλητος, ἐνῷ αἱ ἁρμόδιαι ἀρχαί ἐπισημαίνουν ὅτι τά μέτρα θά ληφθοῦν ἐντός τῶν προσεχῶν ἡμερῶν, κατόπιν τῶν σχετικῶν ἀποφάσεων τῆς ἐπιτροπῆς. Β' ΠΡΟΓΡΑΜΜΑ ΛΟΝΔΙΝΟΝ, 19 (Ρώυτερ). — Αἱ συζητήσεις συνεχίζονται καί σήμερον μεταξύ τῶν ἀντιπροσωπειῶν, αἱ ὁποῖαι ἐξετάζουν τάς προτάσεις ἐπί τοῦ θέματος, χωρίς ὅμως νά ἐπιτευχθῇ συμφωνία. ΘΕΣΣΑΛΟΝΙΚΗ, 19. — Κατά τήν χθεσινήν συνεδρίασιν ἀπεφασίσθη ἡ συνέχισις τῶν ἐργασιών, ὡς καί ἡ ἐπέκτασις τοῦ προγράμματος ἐπί τῶν ζητημάτων τά ὁποῖα ἀπασχολοῦν τήν περιοχήν μας, ἐν ὄψει τῶν νέων συνθηκῶν. Ἡ κατάστασις ἐξακολουθεῖ νά εἶναι ἀμετάβλητος, ἐνῷ αἱ ἁρμόδιαι ἀρχαί ἐπισημαίνουν ὅτι τά μέτρα θά ληφθοῦν ἐντός τῶν προσεχῶν ἡμερῶν, κατόπιν τῶν σχετικῶν ἀποφάσεων τῆς ἐπιτροπῆς. ΛΟΝΔΙΝΟΝ, 19 (Ρώυτερ). — Αἱ συζητήσεις συνεχίζονται καί σήμερον μεταξύ τῶν ἀντιπροσωπειῶν, αἱ ὁποῖαι ἐξετάζουν τάς προτάσεις ἐπί τοῦ θέματος, χωρίς ὅμως νά ἐπιτευχθῇ συμφωνία. ΘΕΣΣΑΛΟΝΙΚΗ, 19. — Κατά τήν χθεσινήν συνεδρίασιν ἀπεφασίσθη ἡ συνέχισις τῶν ἐργασιών, ὡς καί ἡ ἐπέκτασις τοῦ προγράμματος ἐπί τῶν ζητημάτων τά ὁποῖα ἀπασχολοῦν τήν περιοχήν μας, ἐν ὄψει τῶν νέων συνθηκῶν. Ἡ κατάστασις ἐξακολουθεῖ νά εἶναι ἀμετάβλητος, ἐνῷ αἱ ἁρμόδιαι ἀρχαί ἐπισημαίνουν ὅτι τά μέτρα θά ληφθοῦν ἐντός τῶν προσεχῶν ἡμερῶν, κατόπιν τῶν σχετικῶν ἀποφάσεων τῆς ἐπιτροπῆς. ΛΟΝΔΙΝΟΝ, 19 (Ρώυτερ). — Αἱ συζητήσεις συνεχίζονται καί σήμερον μεταξύ τῶν ἀντιπροσωπειῶν, αἱ ὁποῖαι ἐξετάζουν τάς προτάσεις ἐπί τοῦ θέματος, χωρίς ὅμως νά ἐπιτευχθῇ συμφωνία. Μέλλοντες γάμοι ΘΕΣΣΑΛΟΝΙΚΗ, 19. — Κατά τήν χθεσινήν συνεδρίασιν ἀπεφασίσθη ἡ συνέχισις τῶν ἐργασιών, ὡς καί ἡ ἐπέκτασις τοῦ προγράμματος ἐπί τῶν ζητημάτων τά ὁποῖα ἀπασχολοῦν τήν περιοχήν μας, ἐν ὄψει τῶν νέων συνθηκῶν. Ἡ κατάστασις ἐξακολουθεῖ νά εἶναι ἀμετάβλητος, ἐνῷ αἱ ἁρμόδιαι ἀρχαί ἐπισημαίνουν ὅτι τά μέτρα θά ληφθοῦν ἐντός τῶν προσεχῶν ἡμερῶν, κατόπιν τῶν σχετικῶν ἀποφάσεων τῆς ἐπιτροπῆς. ΛΟΝΔΙΝΟΝ, 19 (Ρώυτερ). — Αἱ συζητήσεις συνεχίζονται καί σήμερον μεταξύ τῶν ἀντιπροσωπειῶν, αἱ ὁποῖαι ἐξετάζουν τάς προτάσεις ἐπί τοῦ θέματος, χωρίς ὅμως νά ἐπιτευχθῇ συμφωνία. ΘΕΣΣΑΛΟΝΙΚΗ, 19. — Κατά τήν χθεσινήν συνεδρίασιν ἀπεφασίσθη ἡ συνέχισις τῶν ἐργασιών, ὡς καί ἡ ἐπέκτασις τοῦ προγράμματος ἐπί τῶν ζητημάτων τά ὁποῖα ἀπασχολοῦν τήν περιοχήν μας, ἐν ὄψει τῶν νέων συνθηκῶν. Ἡ κατάστασις ἐξακολουθεῖ νά εἶναι ἀμετάβλητος, ἐνῷ αἱ ἁρμόδιαι ἀρχαί ἐπισημαίνουν ὅτι τά μέτρα θά ληφθοῦν ἐντός τῶν προσεχῶν ἡμερῶν, κατόπιν τῶν σχετικῶν ἀποφάσεων τῆς ἐπιτροπῆς. ΛΟΝΔΙΝΟΝ, 19 (Ρώυτερ). — Αἱ συζητήσεις συνεχίζονται καί σήμερον μεταξύ τῶν ἀντιπροσωπειῶν, αἱ ὁποῖαι ἐξετάζουν τάς προτάσεις ἐπί τοῦ θέματος, χωρίς ὅμως νά ἐπιτευχθῇ συμφωνία. ΘΕΣΣΑΛΟΝΙΚΗ, 19. — Κατά τήν χθεσινήν συνεδρίασιν ἀπεφασίσθη ἡ συνέχισις τῶν ἐργασιών, ὡς καί ἡ ἐπέκτασις τοῦ προγράμματος ἐπί τῶν ζητημάτων τά ὁποῖα ἀπασχολοῦν τήν περιοχήν μας, ἐν ὄψει τῶν νέων συνθηκῶν. Ἡ κατάστασις ἐξακολουθεῖ νά εἶναι ἀμετάβλητος, ἐνῷ αἱ ἁρμόδιαι ἀρχαί ἐπισημαίνουν ὅτι τά μέτρα θά ληφθοῦν ἐντός τῶν προσεχῶν ἡμερῶν, κατόπιν τῶν σχετικῶν ἀποφάσεων τῆς ἐπιτροπῆς. ΛΟΝΔΙΝΟΝ, 19 (Ρώυτερ). — Αἱ συζητήσεις συνεχίζονται καί σήμερον μεταξύ τῶν ἀντιπροσωπειῶν, αἱ ὁποῖαι ἐξετάζουν τάς προτάσεις ἐπί τοῦ θέματος, χωρίς ὅμως νά ἐπιτευχθῇ συμφωνία. ΘΕΣΣΑΛΟΝΙΚΗ, 19. — Κατά τήν χθεσινήν συνεδρίασιν ἀπεφασίσθη ἡ συνέχισις τῶν ἐργασιών, ὡς καί ἡ ἐπέκτασις τοῦ προγράμματος ἐπί τῶν ζητημάτων τά ὁποῖα ἀπασχολοῦν τήν περιοχήν μας, ἐν ὄψει τῶν νέων συνθηκῶν. Τά νέα βιβλία Ἡ κατάστασις ἐξακολουθεῖ νά εἶναι ἀμετάβλητος, ἐνῷ αἱ ἁρμόδιαι ἀρχαί ἐπισημαίνουν ὅτι τά μέτρα θά ληφθοῦν ἐντός τῶν προσεχῶν ἡμερῶν, κατόπιν τῶν σχετικῶν ἀποφάσεων τῆς ἐπιτροπῆς. ΛΟΝΔΙΝΟΝ, 19 (Ρώυτερ). — Αἱ συζητήσεις συνεχίζονται καί σήμερον μεταξύ τῶν ἀντιπροσωπειῶν, αἱ ὁποῖαι ἐξετάζουν τάς προτάσεις ἐπί τοῦ θέματος, χωρίς ὅμως νά ἐπιτευχθῇ συμφωνία. ΘΕΣΣΑΛΟΝΙΚΗ, 19. — Κατά τήν χθεσινήν συνεδρίασιν ἀπεφασίσθη ἡ συνέχισις τῶν ἐργασιών, ὡς καί ἡ ἐπέκτασις τοῦ προγράμματος ἐπί τῶν ζητημάτων τά ὁποῖα ἀπασχολοῦν τήν περιοχήν μας, ἐν ὄψει τῶν νέων συνθηκῶν. Ἡ κατάστασις ἐξακολουθεῖ νά εἶναι ἀμετάβλητος, ἐνῷ αἱ ἁρμόδιαι ἀρχαί ἐπισημαίνουν ὅτι τά μέτρα θά ληφθοῦν ἐντός τῶν προσεχῶν ἡμερῶν, κατόπιν τῶν σχετικῶν ἀποφάσεων τῆς ἐπιτροπῆς. ΛΟΝΔΙΝΟΝ, 19 (Ρώυτερ). — Αἱ συζητήσεις συνεχίζονται καί σήμερον μεταξύ τῶν ἀντιπροσωπειῶν, αἱ ὁποῖαι ἐξετάζουν τάς προτάσεις ἐπί τοῦ θέματος, χωρίς ὅμως νά ἐπιτευχθῇ συμφωνία. ΘΕΣΣΑΛΟΝΙΚΗ, 19. — Κατά τήν χθεσινήν συνεδρίασιν ἀπεφασίσθη ἡ συνέχισις τῶν ἐργασιών, ὡς καί ἡ ἐπέκτασις τοῦ προγράμματος ἐπί τῶν ζητημάτων τά ὁποῖα ἀπασχολοῦν τήν περιοχήν μας, ἐν ὄψει τῶν νέων συνθηκῶν. Ἡ κατάστασις ἐξακολουθεῖ νά εἶναι ἀμετάβλητος, ἐνῷ αἱ ἁρμόδιαι ἀρχαί ἐπισημαίνουν ὅτι τά μέτρα θά ληφθοῦν ἐντός τῶν προσεχῶν ἡμερῶν, κατόπιν τῶν σχετικῶν ἀποφάσεων τῆς ἐπιτροπῆς. Η έορτή τοῦ κρασιοῦ ΛΟΝΔΙΝΟΝ, 19 (Ρώυτερ). — Αἱ συζητήσεις συνεχίζονται καί σήμερον μεταξύ τῶν ἀντιπροσωπειῶν, αἱ ὁποῖαι ἐξετάζουν τάς προτάσεις ἐπί τοῦ θέματος, χωρίς ὅμως νά ἐπιτευχθῇ συμφωνία. ΘΕΣΣΑΛΟΝΙΚΗ, 19. — Κατά τήν χθεσινήν συνεδρίασιν ἀπεφασίσθη ἡ συνέχισις τῶν ἐργασιών, ὡς καί ἡ ἐπέκτασις τοῦ προγράμματος ἐπί τῶν ζητημάτων τά ὁποῖα ἀπασχολοῦν τήν περιοχήν μας, ἐν ὄψει τῶν νέων συνθηκῶν. [202,11,369,2234]
theaters-heading: ΤΑ ΘΕΑΜΑΤΑ [67,2010,151,2026]
serial-subheading: Ο Στάλιν ἐπιπλήττει τόν Ζούκωφ διά τήν καθυστέρησιν τῆς προελάσεως [388,1020,832,1069]
rates-subheading: ΑΙΤΙΑ ΤΟ ΑΔΙΕΞΟΔΟΝ ΤΟ ΝΟΜΙΣΜΑΤΙΚΟΝ [853,276,1059,288]
sukarno-subheading-2: ΚΑΙ ΕΞΗΡΘΡΩΘΗ ΤΑΧΥΤΑΤΑ [1085,1073,1452,1098]
swiss-heading: ΕΛΒΕΤΙΚΟΝ ΠΕΡΙΟΔΙΚΟΝ ΕΞΑΙΡΕΙ ΤΗΝ ΑΝΑΠΤΥΞΙΝ ΤΗΣ ΟΙΚΟΝΟΜΙΑΣ ΜΑΣ [860,1375,1053,1398]
column-front-right: Σελίς 3 ΟΛΙΓΑΣ ΗΜΕΡΑΣ ΜΕΤΑ ΤΟΝ "ΣΑΡΒΕΓΙΟΡ" Δορυφόρον «Ἐξπλόρερ» πρός τήν σελήνην ἐξετόξευσεν ἡ Ἀμερική ΠΡΟΣ ΔΙΕΞΑΓΩΓΗΝ ΜΕΛΕΤΩΝ ΕΙΣ ΤΟ ΜΑΓΝΗΤΙΚΟΝ ΠΕΔΙΟΝ ΘΕΣΣΑΛΟΝΙΚΗ, 19. — Κατά τήν χθεσινήν συνεδρίασιν ἀπεφασίσθη ἡ συνέχισις τῶν ἐργασιών, ὡς καί ἡ ἐπέκτασις τοῦ προγράμματος ἐπί τῶν ζητημάτων τά ὁποῖα ἀπασχολοῦν τήν περιοχήν μας, ἐν ὄψει τῶν νέων συνθηκῶν. Ἡ κατάστασις ἐξακολουθεῖ νά εἶναι ἀμετάβλητος, ἐνῷ αἱ ἁρμόδιαι ἀρχαί ἐπισημαίνουν ὅτι τά μέτρα θά ληφθοῦν ἐντός τῶν προσεχῶν ἡμερῶν, κατόπιν τῶν σχετικῶν ἀποφάσεων τῆς ἐπιτροπῆς. ΛΟΝΔΙΝΟΝ, 19 (Ρώυτερ). — Αἱ συζητήσεις συνεχίζονται καί σήμερον μεταξύ τῶν ἀντιπροσωπειῶν, αἱ ὁποῖαι ἐξετάζουν τάς προτάσεις ἐπί τοῦ θέματος, χωρίς ὅμως νά ἐπιτευχθῇ συμφωνία. ΘΕΣΣΑΛΟΝΙΚΗ, 19. — Κατά τήν χθεσινήν συνεδρίασιν ἀπεφασίσθη ἡ συνέχισις τῶν ἐργασιών, ὡς καί ἡ ἐπέκτασις τοῦ προγράμματος ἐπί τῶν ζητημάτων τά ὁποῖα ἀπασχολοῦν τήν περιοχήν μας, ἐν ὄψει τῶν νέων συνθηκῶν. Ἡ κατάστασις ἐξακολουθεῖ νά εἶναι ἀμετάβλητος, ἐνῷ αἱ ἁρμόδιαι ἀρχαί ἐπισημαίνουν ὅτι τά μέτρα θά ληφθοῦν ἐντός τῶν προσεχῶν ἡμερῶν, κατόπιν τῶν σχετικῶν ἀποφάσεων τῆς ἐπιτροπῆς. ΛΟΝΔΙΝΟΝ, 19 (Ρώυτερ). — Αἱ συζητήσεις συνεχίζονται καί σήμερον μεταξύ τῶν ἀντιπροσωπειῶν, αἱ ὁποῖαι ἐξετάζουν τάς προτάσεις ἐπί τοῦ θέματος, χωρίς ὅμως νά ἐπιτευχθῇ συμφωνία. ΔΙΕΘΝΕΣ ΣΥΝΕΔΡΙΟΝ ΘΕΣΣΑΛΟΝΙΚΗ, 19. — Κατά τήν χθεσινήν συνεδρίασιν ἀπεφασίσθη ἡ συνέχισις τῶν ἐργασιών, ὡς καί ἡ ἐπέκτασις τοῦ προγράμματος ἐπί τῶν ζητημάτων τά ὁποῖα ἀπασχολοῦν τήν περιοχήν μας, ἐν ὄψει τῶν νέων συνθηκῶν. Ο ΑΠΟΛΛΩΝ Ἡ κατάστασις ἐξακολουθεῖ νά εἶναι ἀμετάβλητος, ἐνῷ αἱ ἁρμόδιαι ἀρχαί ἐπισημαίνουν ὅτι τά μέτρα θά ληφθοῦν ἐντός τῶν προσεχῶν ἡμερῶν, κατόπιν τῶν σχετικῶν ἀποφάσεων τῆς ἐπιτροπῆς. ΣΠΟΥΔΑΙΟΤΑΤΑ ΕΥΡΗΜΑΤΑ Ἴχνη τῆς Ἀτλαντίδος ἀνεκαλύφθησαν εἰς τήν νῆσον Θήραν ΤΡΙΩΡΟΦΟΙ ΚΑΤΟΙΚΙΑΙ ΜΕ ΠΟΛΥΧΡΩΜΑ ΔΑΠΕΔΑ ΛΟΝΔΙΝΟΝ, 19 (Ρώυτερ). — Αἱ συζητήσεις συνεχίζονται καί σήμερον μεταξύ τῶν ἀντιπροσωπειῶν, αἱ ὁποῖαι ἐξετάζουν τάς προτάσεις ἐπί τοῦ θέματος, χωρίς ὅμως νά ἐπιτευχθῇ συμφωνία. ΘΕΣΣΑΛΟΝΙΚΗ, 19. — Κατά τήν χθεσινήν συνεδρίασιν ἀπεφασίσθη ἡ συνέχισις τῶν ἐργασιών, ὡς καί ἡ ἐπέκτασις τοῦ προγράμματος ἐπί τῶν ζητημάτων τά ὁποῖα ἀπασχολοῦν τήν περιοχήν μας, ἐν ὄψει τῶν νέων συνθηκῶν. Ἡ κατάστασις ἐξακολουθεῖ νά εἶναι ἀμετάβλητος, ἐνῷ αἱ ἁρμόδιαι ἀρχαί ἐπισημαίνουν ὅτι τά μέτρα θά ληφθοῦν ἐντός τῶν προσεχῶν ἡμερῶν, κατόπιν τῶν σχετικῶν ἀποφάσεων τῆς ἐπιτροπῆς. ΛΟΝΔΙΝΟΝ, 19 (Ρώυτερ). — Αἱ συζητήσεις συνεχίζονται καί σήμερον μεταξύ τῶν ἀντιπροσωπειῶν, αἱ ὁποῖαι ἐξετάζουν τάς προτάσεις ἐπί τοῦ θέματος, χωρίς ὅμως νά ἐπιτευχθῇ συμφωνία. ΘΕΣΣΑΛΟΝΙΚΗ, 19. — Κατά τήν χθεσινήν συνεδρίασιν ἀπεφασίσθη ἡ συνέχισις τῶν ἐργασιών, ὡς καί ἡ ἐπέκτασις τοῦ προγράμματος ἐπί τῶν ζητημάτων τά ὁποῖα ἀπασχολοῦν τήν περιοχήν μας, ἐν ὄψει τῶν νέων συνθηκῶν. Ἡ κατάστασις ἐξακολουθεῖ νά εἶναι ἀμετάβλητος, ἐνῷ αἱ ἁρμόδιαι ἀρχαί ἐπισημαίνουν ὅτι τά μέτρα θά ληφθοῦν ἐντός τῶν προσεχῶν ἡμερῶν, κατόπιν τῶν σχετικῶν ἀποφάσεων τῆς ἐπιτροπῆς. ΛΟΝΔΙΝΟΝ, 19 (Ρώυτερ). — Αἱ συζητήσεις συνεχίζονται καί σήμερον μεταξύ τῶν ἀντιπροσωπειῶν, αἱ ὁποῖαι ἐξετάζουν τάς προτάσεις ἐπί τοῦ θέματος, χωρίς ὅμως νά ἐπιτευχθῇ συμφωνία. ΘΕΣΣΑΛΟΝΙΚΗ, 19. — Κατά τήν χθεσινήν συνεδρίασιν ἀπεφασίσθη ἡ συνέχισις τῶν ἐργασιών, ὡς καί ἡ ἐπέκτασις τοῦ προγράμματος ἐπί τῶν ζητημάτων τά ὁποῖα ἀπασχολοῦν τήν περιοχήν μας, ἐν ὄψει τῶν νέων συνθηκῶν. ΠΑΡ' ΟΛΙΓΟΝ ΝΕΑ ΑΙΜΑΤΟΧΥΣΙΑ Ὀπαδοί τοῦ προέδρου Σουκάρνο ὠργάνωσαν συνωμοσίαν πρός ἀνατροπήν τοῦ Σουχάρτο ΑΠΕΚΑΛΥΦΘΗ, ΟΜΩΣ, ΕΓΚΑΙΡΩΣ ΚΑΙ ΕΞΗΡΘΡΩΘΗ ΤΑΧΥΤΑΤΑ Ἡ κατάστασις ἐξακολουθεῖ νά εἶναι ἀμετάβλητος, ἐνῷ αἱ ἁρμόδιαι ἀρχαί ἐπισημαίνουν ὅτι τά μέτρα θά ληφθοῦν ἐντός τῶν προσεχῶν ἡμερῶν, κατόπιν τῶν σχετικῶν ἀποφάσεων τῆς ἐπιτροπῆς. ΛΟΝΔΙΝΟΝ, 19 (Ρώυτερ). — Αἱ συζητήσεις συνεχίζονται καί σήμερον μεταξύ τῶν ἀντιπροσωπειῶν, αἱ ὁποῖαι ἐξετάζουν τάς προτάσεις ἐπί τοῦ θέματος, χωρίς ὅμως νά ἐπιτευχθῇ συμφωνία. ΘΕΣΣΑΛΟΝΙΚΗ, 19. — Κατά τήν χθεσινήν συνεδρίασιν ἀπεφασίσθη ἡ συνέχισις τῶν ἐργασιών, ὡς καί ἡ ἐπέκτασις τοῦ προγράμματος ἐπί τῶν ζητημάτων τά ὁποῖα ἀπασχολοῦν τήν περιοχήν μας, ἐν ὄψει τῶν νέων συνθηκῶν. Ἡ κατάστασις ἐξακολουθεῖ νά εἶναι ἀμετάβλητος, ἐνῷ αἱ ἁρμόδιαι ἀρχαί ἐπισημαίνουν ὅτι τά μέτρα θά ληφθοῦν ἐντός τῶν προσεχῶν ἡμερῶν, κατόπιν τῶν σχετικῶν ἀποφάσεων τῆς ἐπιτροπῆς. ΑΙ ΕΡΕΥΝΑΙ ΤΩΝ ΓΕΩΛΟΓΩΝ Κυνήγιον καρχαριῶν εἰς τά... Οὐράλια ὄρη ΕΥΡΙΣΚΟΝΤΑΙ ΑΠΟΛΙΘΩΜΑΤΑ ΤΩΝ ΜΕΤΑΞΥ ΤΩΝ ΟΡΕΙΝΩΝ ΠΕΤΡΩΜΑΤΩΝ ΛΟΝΔΙΝΟΝ, 19 (Ρώυτερ). — Αἱ συζητήσεις συνεχίζονται καί σήμερον μεταξύ τῶν ἀντιπροσωπειῶν, αἱ ὁποῖαι ἐξετάζουν τάς προτάσεις ἐπί τοῦ θέματος, χωρίς ὅμως νά ἐπιτευχθῇ συμφωνία. ΘΕΣΣΑΛΟΝΙΚΗ, 19. — Κατά τήν χθεσινήν συνεδρίασιν ἀπεφασίσθη ἡ συνέχισις τῶν ἐργασιών, ὡς καί ἡ ἐπέκτασις τοῦ προγράμματος ἐπί τῶν ζητημάτων τά ὁποῖα ἀπασχολοῦν τήν περιοχήν μας, ἐν ὄψει τῶν νέων συνθηκῶν. Ἡ κατάστασις ἐξακολουθεῖ νά εἶναι ἀμετάβλητος, ἐνῷ αἱ ἁρμόδιαι ἀρχαί ἐπισημαίνουν ὅτι τά μέτρα θά ληφθοῦν ἐντός τῶν προσεχῶν ἡμερῶν, κατόπιν τῶν σχετικῶν ἀποφάσεων τῆς ἐπιτροπῆς. ΛΟΝΔΙΝΟΝ, 19 (Ρώυτερ). — Αἱ συζητήσεις συνεχίζονται καί σήμερον μεταξύ τῶν ἀντιπροσωπειῶν, αἱ ὁποῖαι ἐξετάζουν τάς προτάσεις ἐπί τοῦ θέματος, χωρίς ὅμως νά ἐπιτευχθῇ συμφωνία. Η ΑΠΟΚΤΗΣΙΣ ΥΔΡΟΓΟΝΟΒΟΜΒΑΣ ΥΠΟ ΤΟΥ ΠΕΚΙΝΟΥ ΑΝΑΓΚΑΖΕΙ ΤΟΥΣ ΙΑΠΩΝΑΣ ΝΑ ΣΤΡΑΦΟΥΝ ΠΡΟΣ ΤΗΝ ΚΑΤΑΣΚΕΥΗΝ ΠΥΡΗΝΙΚΩΝ ΕΞΟΠΛΙΣΜΩΝ ΘΕΣΣΑΛΟΝΙΚΗ, 19. — Κατά τήν χθεσινήν συνεδρίασιν ἀπεφασίσθη ἡ συνέχισις τῶν ἐργασιών, ὡς καί ἡ ἐπέκτασις τοῦ προγράμματος ἐπί τῶν ζητημάτων τά ὁποῖα ἀπασχολοῦν τήν περιοχήν μας, ἐν ὄψει τῶν νέων συνθηκῶν. Ἡ κατάστασις ἐξακολουθεῖ νά εἶναι ἀμετάβλητος, ἐνῷ αἱ ἁρμόδιαι ἀρχαί ἐπισημαίνουν ὅτι τά μέτρα θά ληφθοῦν ἐντός τῶν προσεχῶν ἡμερῶν, κατόπιν τῶν σχετικῶν ἀποφάσεων τῆς ἐπιτροπῆς. ΛΟΝΔΙΝΟΝ, 19 (Ρώυτερ). — Αἱ συζητήσεις συνεχίζονται καί σήμερον μεταξύ τῶν ἀντιπροσωπειῶν, αἱ ὁποῖαι ἐξετάζουν τάς προτάσεις ἐπί τοῦ θέματος, χωρίς ὅμως νά ἐπιτευχθῇ συμφωνία. ΘΕΣΣΑΛΟΝΙΚΗ, 19. — Κατά τήν χθεσινήν συνεδρίασιν ἀπεφασίσθη ἡ συνέχισις τῶν ἐργασιών, ὡς καί ἡ ἐπέκτασις τοῦ προγράμματος ἐπί τῶν ζητημάτων τά ὁποῖα ἀπασχολοῦν τήν περιοχήν μας, ἐν ὄψει τῶν νέων συνθηκῶν. [1076,9,1461,1695]
zhukov-heading: Ο Ζούκωφ ὑπό δυσμένειαν [698,1743,833,1757]
social-banner: Κοινωνικά [28,15,190,32]
solar-water-heading: ΑΝΤΛΗΣΙΣ ΥΔΑΤΟΣ ΜΕ ΤΗΝ ΒΟΗΘΕΙΑΝ ΗΛΙΑΚΗΣ ΕΝΕΡΓΕΙΑΣ [392,550,540,587]
radio-banner: Τό ραδιόφωνον [202,15,369,44]
sukarno-subheading-1: ΑΠΕΚΑΛΥΦΘΗ, ΟΜΩΣ, ΕΓΚΑΙΡΩΣ [1147,1051,1389,1068]
column-rule [374,13,375,2165]
town-name: ΚΑΣΤΟΡΙΑ [28,2205,80,2216]
serial-author: ΚΟΡΝΗΛΙΟΥ ΡΑΙΑΝ [540,940,680,954]
radio-subheading: Θεσσαλονίκης [249,47,322,58]
theaters-subheading: ΣΥΝΕΧΕΙΑ ΕΚ ΤΗΣ 2ΑΣ ΣΕΛ. [40,2028,178,2040]
solar-water-subheading: ΕΦΑΡΜΟΖΕΤΑΙ ΕΙΣ ΡΩΣΣΙΑΝ [395,591,537,602]
hero-ship-heading: ΗΡΩΝ Η ΚΑΤΑΣΧΕΣΙΣ ΤΟΥ "ΠΑΛΟΥΡΝ" ΕΠΙ ΕΓΓΥΗΣΕΙ 3.000.000 ΛΙΡΩΝ [851,1062,1062,1086]
persian-heading: Η ΑΓΓΛΙΑ ΔΙΑΤΗΡΕΙ ΤΑΣ ΔΥΝΑΜΕΙΣ ΤΗΣ ΕΙΣ ΤΟΝ ΠΕΡΣΙΚΟΝ [850,839,1063,862]
customs-subheading: ΕΞΗΛΘΟΝ ΕΚ ΤΟΥ ΚΥΤΟΥΣ ΤΥΝΗΣΙΑΚΟΥ ΠΛΟΙΟΥ [854,978,1058,1001]
tomorrow-note: ΑΥΡΙΟΝ: Ἡ συνέχεια [716,2275,815,2286]
town-name: ΦΛΩΡΙΝΑ [28,2272,75,2282]
column-news-narrow: ΥΠΟ ΤΟΥ ΜΗΤΡΟΠΟΛΙΤΟΥ ΚΑΤΑΓΓΕΛΛΕΤΑΙ Ο ΔΗΜΟΣ ΚΑΒΑΛΑΣ ΔΙΑ ΤΗΝ ΑΠΑΛΛΟΤΡΙΩΣΙΝ ΕΝΟΣ ΟΙΚΟΠΕΔΟΥ ΔΙΑ ΤΗΛΕΓΡΑΦΗΜΑΤΟΣ ΠΡΟΣ ΤΟΝ κ. ΠΑΤΤΑΚΟΝ ΘΕΣΣΑΛΟΝΙΚΗ, 19. — Κατά τήν χθεσινήν συνεδρίασιν ἀπεφασίσθη ἡ συνέχισις τῶν ἐργασιών, ὡς καί ἡ ἐπέκτασις τοῦ προγράμματος ἐπί τῶν ζητημάτων τά ὁποῖα ἀπασχολοῦν τήν περιοχήν μας, ἐν ὄψει τῶν νέων συνθηκῶν. Ἡ κατάστασις ἐξακολουθεῖ νά εἶναι ἀμετάβλητος, ἐνῷ αἱ ἁρμόδιαι ἀρχαί ἐπισημαίνουν ὅτι τά μέτρα θά ληφθοῦν ἐντός τῶν προσεχῶν ἡμερῶν, κατόπιν τῶν σχετικῶν ἀποφάσεων τῆς ἐπιτροπῆς. ΛΟΝΔΙΝΟΝ, 19 (Ρώυτερ). — Αἱ συζητήσεις συνεχίζονται καί σήμερον μεταξύ τῶν ἀντιπροσωπειῶν, αἱ ὁποῖαι ἐξετάζουν τάς προτάσεις ἐπί τοῦ θέματος, χωρίς ὅμως νά ἐπιτευχθῇ συμφωνία. ΘΕΣΣΑΛΟΝΙΚΗ, 19. — Κατά τήν χθεσινήν συνεδρίασιν ἀπεφασίσθη ἡ συνέχισις τῶν ἐργασιών, ὡς καί ἡ ἐπέκτασις τοῦ προγράμματος ἐπί τῶν ζητημάτων τά ὁποῖα ἀπασχολοῦν τήν περιοχήν μας, ἐν ὄψει τῶν νέων συνθηκῶν. ΚΑΤΑΣΚΕΥΑΖΕΤΑΙ ΤΕΡΑΣΤΙΑ "ΓΥΑΛΑ..ΔΙΑ... ΦΑΛΑΙΝΑΣ ΘΑ ΕΧΗ ΒΑΡΟΣ ΟΚΤΩ ΤΟΝΝΩΝ Ἡ κατάστασις ἐξακολουθεῖ νά εἶναι ἀμετάβλητος, ἐνῷ αἱ ἁρμόδιαι ἀρχαί ἐπισημαίνουν ὅτι τά μέτρα θά ληφθοῦν ἐντός τῶν προσεχῶν ἡμερῶν, κατόπιν τῶν σχετικῶν ἀποφάσεων τῆς ἐπιτροπῆς. ΛΟΝΔΙΝΟΝ, 19 (Ρώυτερ). — Αἱ συζητήσεις συνεχίζονται καί σήμερον μεταξύ τῶν ἀντιπροσωπειῶν, αἱ ὁποῖαι ἐξετάζουν τάς προτάσεις ἐπί τοῦ θέματος, χωρίς ὅμως νά ἐπιτευχθῇ συμφωνία. ΑΝΤΛΗΣΙΣ ΥΔΑΤΟΣ ΜΕ ΤΗΝ ΒΟΗΘΕΙΑΝ ΗΛΙΑΚΗΣ ΕΝΕΡΓΕΙΑΣ ΕΦΑΡΜΟΖΕΤΑΙ ΕΙΣ ΡΩΣΣΙΑΝ ΘΕΣΣΑΛΟΝΙΚΗ, 19. — Κατά τήν χθεσινήν συνεδρίασιν ἀπεφασίσθη ἡ συνέχισις τῶν ἐργασιών, ὡς καί ἡ ἐπέκτασις τοῦ προγράμματος ἐπί τῶν ζητημάτων τά ὁποῖα ἀπασχολοῦν τήν περιοχήν μας, ἐν ὄψει τῶν νέων συνθηκῶν. ΛΟΝΔΙΝΟΝ, 19 (Ρώυτερ). — Αἱ συζητήσεις συνεχίζονται καί σήμερον μεταξύ τῶν ἀντιπροσωπειῶν, αἱ ὁποῖαι ἐξετάζουν τάς προτάσεις ἐπί τοῦ θέματος, χωρίς ὅμως νά ἐπιτευχθῇ συμφωνία. ΥΠΟΧΡΕΩΤΙΚΗ Η ΣΤΕΙΡΩΣΙΣ ΙΝΔΩΝ ΠΟΛΥΤΕΚΝΩΝ ΠΡΟΣ ΜΕΙΩΣΙΝ ΤΟΥ ΠΛΗΘΥΣΜΟΥ Ἡ κατάστασις ἐξακολουθεῖ νά εἶναι ἀμετάβλητος, ἐνῷ αἱ ἁρμόδιαι ἀρχαί ἐπισημαίνουν ὅτι τά μέτρα θά ληφθοῦν ἐντός τῶν προσεχῶν ἡμερῶν, κατόπιν τῶν σχετικῶν ἀποφάσεων τῆς ἐπιτροπῆς. [380,17,552,843]
chios-heading: Εορτή τῶν Χίων [28,1532,111,1546]
serial-story: ΚΟΡΝΗΛΙΟΥ ΡΑΙΑΝ Η ΤΕΛΕΥΤΑΙΑ ΜΑΧΗ Ο Στάλιν ἐπιπλήττει τόν Ζούκωφ διά τήν καθυστέρησιν τῆς προελάσεως ΘΕΣΣΑΛΟΝΙΚΗ, 19. — Κατά τήν χθεσινήν συνεδρίασιν ἀπεφασίσθη ἡ συνέχισις τῶν ἐργασιών, ὡς καί ἡ ἐπέκτασις τοῦ προγράμματος ἐπί τῶν ζητημάτων τά ὁποῖα ἀπασχολοῦν τήν περιοχήν μας, ἐν ὄψει τῶν νέων συνθηκῶν. Ἡ κατάστασις ἐξακολουθεῖ νά εἶναι ἀμετάβλητος, ἐνῷ αἱ ἁρμόδιαι ἀρχαί ἐπισημαίνουν ὅτι τά μέτρα θά ληφθοῦν ἐντός τῶν προσεχῶν ἡμερῶν, κατόπιν τῶν σχετικῶν ἀποφάσεων τῆς ἐπιτροπῆς. ΛΟΝΔΙΝΟΝ, 19 (Ρώυτερ). — Αἱ συζητήσεις συνεχίζονται καί σήμερον μεταξύ τῶν ἀντιπροσωπειῶν, αἱ ὁποῖαι ἐξετάζουν τάς προτάσεις ἐπί τοῦ θέματος, χωρίς ὅμως νά ἐπιτευχθῇ συμφωνία. ΘΕΣΣΑΛΟΝΙΚΗ, 19. — Κατά τήν χθεσινήν συνεδρίασιν ἀπεφασίσθη ἡ συνέχισις τῶν ἐργασιών, ὡς καί ἡ ἐπέκτασις τοῦ προγράμματος ἐπί τῶν ζητημάτων τά ὁποῖα ἀπασχολοῦν τήν περιοχήν μας, ἐν ὄψει τῶν νέων συνθηκῶν. Ἡ κατάστασις ἐξακολουθεῖ νά εἶναι ἀμετάβλητος, ἐνῷ αἱ ἁρμόδιαι ἀρχαί ἐπισημαίνουν ὅτι τά μέτρα θά ληφθοῦν ἐντός τῶν προσεχῶν ἡμερῶν, κατόπιν τῶν σχετικῶν ἀποφάσεων τῆς ἐπιτροπῆς. ΛΟΝΔΙΝΟΝ, 19 (Ρώυτερ). — Αἱ συζητήσεις συνεχίζονται καί σήμερον μεταξύ τῶν ἀντιπροσωπειῶν, αἱ ὁποῖαι ἐξετάζουν τάς προτάσεις ἐπί τοῦ θέματος, χωρίς ὅμως νά ἐπιτευχθῇ συμφωνία. ΘΕΣΣΑΛΟΝΙΚΗ, 19. — Κατά τήν χθεσινήν συνεδρίασιν ἀπεφασίσθη ἡ συνέχισις τῶν ἐργασιών, ὡς καί ἡ ἐπέκτασις τοῦ προγράμματος ἐπί τῶν ζητημάτων τά ὁποῖα ἀπασχολοῦν τήν περιοχήν μας, ἐν ὄψει τῶν νέων συνθηκῶν. Ἡ κατάστασις ἐξακολουθεῖ νά εἶναι ἀμετάβλητος, ἐνῷ αἱ ἁρμόδιαι ἀρχαί ἐπισημαίνουν ὅτι τά μέτρα θά ληφθοῦν ἐντός τῶν προσεχῶν ἡμερῶν, κατόπιν τῶν σχετικῶν ἀποφάσεων τῆς ἐπιτροπῆς. ΛΟΝΔΙΝΟΝ, 19 (Ρώυτερ). — Αἱ συζητήσεις συνεχίζονται καί σήμερον μεταξύ τῶν ἀντιπροσωπειῶν, αἱ ὁποῖαι ἐξετάζουν τάς προτάσεις ἐπί τοῦ θέματος, χωρίς ὅμως νά ἐπιτευχθῇ συμφωνία. Ο Κόνιεφ προελαύνει ΘΕΣΣΑΛΟΝΙΚΗ, 19. — Κατά τήν χθεσινήν συνεδρίασιν ἀπεφασίσθη ἡ συνέχισις τῶν ἐργασιών, ὡς καί ἡ ἐπέκτασις τοῦ προγράμματος ἐπί τῶν ζητημάτων τά ὁποῖα ἀπασχολοῦν τήν περιοχήν μας, ἐν ὄψει τῶν νέων συνθηκῶν. Ἡ κατάστασις ἐξακολουθεῖ νά εἶναι ἀμετάβλητος, ἐνῷ αἱ ἁρμόδιαι ἀρχαί ἐπισημαίνουν ὅτι τά μέτρα θά ληφθοῦν ἐντός τῶν προσεχῶν ἡμερῶν, κατόπιν τῶν σχετικῶν ἀποφάσεων τῆς ἐπιτροπῆς. ΛΟΝΔΙΝΟΝ, 19 (Ρώυτερ). — Αἱ συζητήσεις συνεχίζονται καί σήμερον μεταξύ τῶν ἀντιπροσωπειῶν, αἱ ὁποῖαι ἐξετάζουν τάς προτάσεις ἐπί τοῦ θέματος, χωρίς ὅμως νά ἐπιτευχθῇ συμφωνία. ΘΕΣΣΑΛΟΝΙΚΗ, 19. — Κατά τήν χθεσινήν συνεδρίασιν ἀπεφασίσθη ἡ συνέχισις τῶν ἐργασιών, ὡς καί ἡ ἐπέκτασις τοῦ προγράμματος ἐπί τῶν ζητημάτων τά ὁποῖα ἀπασχολοῦν τήν περιοχήν μας, ἐν ὄψει τῶν νέων συνθηκῶν. Ἡ κατάστασις ἐξακολουθεῖ νά εἶναι ἀμετάβλητος, ἐνῷ αἱ ἁρμόδιαι ἀρχαί ἐπισημαίνουν ὅτι τά μέτρα θά ληφθοῦν ἐντός τῶν προσεχῶν ἡμερῶν, κατόπιν τῶν σχετικῶν ἀποφάσεων τῆς ἐπιτροπῆς. ΛΟΝΔΙΝΟΝ, 19 (Ρώυτερ). — Αἱ συζητήσεις συνεχίζονται καί σήμερον μεταξύ τῶν ἀντιπροσωπειῶν, αἱ ὁποῖαι ἐξετάζουν τάς προτάσεις ἐπί τοῦ θέματος, χωρίς ὅμως νά ἐπιτευχθῇ συμφωνία. ΘΕΣΣΑΛΟΝΙΚΗ, 19. — Κατά τήν χθεσινήν συνεδρίασιν ἀπεφασίσθη ἡ συνέχισις τῶν ἐργασιών, ὡς καί ἡ ἐπέκτασις τοῦ προγράμματος ἐπί τῶν ζητημάτων τά ὁποῖα ἀπασχολοῦν τήν περιοχήν μας, ἐν ὄψει τῶν νέων συνθηκῶν. Ἡ κατάστασις ἐξακολουθεῖ νά εἶναι ἀμετάβλητος, ἐνῷ αἱ ἁρμόδιαι ἀρχαί ἐπισημαίνουν ὅτι τά μέτρα θά ληφθοῦν ἐντός τῶν προσεχῶν ἡμερῶν, κατόπιν τῶν σχετικῶν ἀποφάσεων τῆς ἐπιτροπῆς. ΛΟΝΔΙΝΟΝ, 19 (Ρώυτερ). — Αἱ συζητήσεις συνεχίζονται καί σήμερον μεταξύ τῶν ἀντιπροσωπειῶν, αἱ ὁποῖαι ἐξετάζουν τάς προτάσεις ἐπί τοῦ θέματος, χωρίς ὅμως νά ἐπιτευχθῇ συμφωνία. ΘΕΣΣΑΛΟΝΙΚΗ, 19. — Κατά τήν χθεσινήν συνεδρίασιν ἀπεφασίσθη ἡ συνέχισις τῶν ἐργασιών, ὡς καί ἡ ἐπέκτασις τοῦ προγράμματος ἐπί τῶν ζητημάτων τά ὁποῖα ἀπασχολοῦν τήν περιοχήν μας, ἐν ὄψει τῶν νέων συνθηκῶν. Ἡ κατάστασις ἐξακολουθεῖ νά εἶναι ἀμετάβλητος, ἐνῷ αἱ ἁρμόδιαι ἀρχαί ἐπισημαίνουν ὅτι τά μέτρα θά ληφθοῦν ἐντός τῶν προσεχῶν ἡμερῶν, κατόπιν τῶν σχετικῶν ἀποφάσεων τῆς ἐπιτροπῆς. ΛΟΝΔΙΝΟΝ, 19 (Ρώυτερ). — Αἱ συζητήσεις συνεχίζονται καί σήμερον μεταξύ τῶν ἀντιπροσωπειῶν, αἱ ὁποῖαι ἐξετάζουν τάς προτάσεις ἐπί τοῦ θέματος, χωρίς ὅμως νά ἐπιτευχθῇ συμφωνία. ΘΕΣΣΑΛΟΝΙΚΗ, 19. — Κατά τήν χθεσινήν συνεδρίασιν ἀπεφασίσθη ἡ συνέχισις τῶν ἐργασιών, ὡς καί ἡ ἐπέκτασις τοῦ προγράμματος ἐπί τῶν ζητημάτων τά ὁποῖα ἀπασχολοῦν τήν περιοχήν μας, ἐν ὄψει τῶν νέων συνθηκῶν. Ἡ κατάστασις ἐξακολουθεῖ νά εἶναι ἀμετάβλητος, ἐνῷ αἱ ἁρμόδιαι ἀρχαί ἐπισημαίνουν ὅτι τά μέτρα θά ληφθοῦν ἐντός τῶν προσεχῶν ἡμερῶν, κατόπιν τῶν σχετικῶν ἀποφάσεων τῆς ἐπιτροπῆς. ΛΟΝΔΙΝΟΝ, 19 (Ρώυτερ). — Αἱ συζητήσεις συνεχίζονται καί σήμερον μεταξύ τῶν ἀντιπροσωπειῶν, αἱ ὁποῖαι ἐξετάζουν τάς προτάσεις ἐπί τοῦ θέματος, χωρίς ὅμως νά ἐπιτευχθῇ συμφωνία. ΘΕΣΣΑΛΟΝΙΚΗ, 19. — Κατά τήν χθεσινήν συνεδρίασιν ἀπεφασίσθη ἡ συνέχισις τῶν ἐργασιών, ὡς καί ἡ ἐπέκτασις τοῦ προγράμματος ἐπί τῶν ζητημάτων τά ὁποῖα ἀπασχολοῦν τήν περιοχήν μας, ἐν ὄψει τῶν νέων συνθηκῶν. Ἡ κατάστασις ἐξακολουθεῖ νά εἶναι ἀμετάβλητος, ἐνῷ αἱ ἁρμόδιαι ἀρχαί ἐπισημαίνουν ὅτι τά μέτρα θά ληφθοῦν ἐντός τῶν προσεχῶν ἡμερῶν, κατόπιν τῶν σχετικῶν ἀποφάσεων τῆς ἐπιτροπῆς. ΛΟΝΔΙΝΟΝ, 19 (Ρώυτερ). — Αἱ συζητήσεις συνεχίζονται καί σήμερον μεταξύ τῶν ἀντιπροσωπειῶν, αἱ ὁποῖαι ἐξετάζουν τάς προτάσεις ἐπί τοῦ θέματος, χωρίς ὅμως νά ἐπιτευχθῇ συμφωνία. ΘΕΣΣΑΛΟΝΙΚΗ, 19. — Κατά τήν χθεσινήν συνεδρίασιν ἀπεφασίσθη ἡ συνέχισις τῶν ἐργασιών, ὡς καί ἡ ἐπέκτασις τοῦ προγράμματος ἐπί τῶν ζητημάτων τά ὁποῖα ἀπασχολοῦν τήν περιοχήν μας, ἐν ὄψει τῶν νέων συνθηκῶν. Συνομιλία μέ τόν Στάλιν Ἡ κατάστασις ἐξακολουθεῖ νά εἶναι ἀμετάβλητος, ἐνῷ αἱ ἁρμόδιαι ἀρχαί ἐπισημαίνουν ὅτι τά μέτρα θά ληφθοῦν ἐντός τῶν προσεχῶν ἡμερῶν, κατόπιν τῶν σχετικῶν ἀποφάσεων τῆς ἐπιτροπῆς. ΛΟΝΔΙΝΟΝ, 19 (Ρώυτερ). — Αἱ συζητήσεις συνεχίζονται καί σήμερον μεταξύ τῶν ἀντιπροσωπειῶν, αἱ ὁποῖαι ἐξετάζουν τάς προτάσεις ἐπί τοῦ θέματος, χωρίς ὅμως νά ἐπιτευχθῇ συμφωνία. ΘΕΣΣΑΛΟΝΙΚΗ, 19. — Κατά τήν χθεσινήν συνεδρίασιν ἀπεφασίσθη ἡ συνέχισις τῶν ἐργασιών, ὡς καί ἡ ἐπέκτασις τοῦ προγράμματος ἐπί τῶν ζητημάτων τά ὁποῖα ἀπασχολοῦν τήν περιοχήν μας, ἐν ὄψει τῶν νέων συνθηκῶν. Ἡ κατάστασις ἐξακολουθεῖ νά εἶναι ἀμετάβλητος, ἐνῷ αἱ ἁρμόδιαι ἀρχαί ἐπισημαίνουν ὅτι τά μέτρα θά ληφθοῦν ἐντός τῶν προσεχῶν ἡμερῶν, κατόπιν τῶν σχετικῶν ἀποφάσεων τῆς ἐπιτροπῆς. ΛΟΝΔΙΝΟΝ, 19 (Ρώυτερ). — Αἱ συζητήσεις συνεχίζονται καί σήμερον μεταξύ τῶν ἀντιπροσωπειῶν, αἱ ὁποῖαι ἐξετάζουν τάς προτάσεις ἐπί τοῦ θέματος, χωρίς ὅμως νά ἐπιτευχθῇ συμφωνία. ΘΕΣΣΑΛΟΝΙΚΗ, 19. — Κατά τήν χθεσινήν συνεδρίασιν ἀπεφασίσθη ἡ συνέχισις τῶν ἐργασιών, ὡς καί ἡ ἐπέκτασις τοῦ προγράμματος ἐπί τῶν ζητημάτων τά ὁποῖα ἀπασχολοῦν τήν περιοχήν μας, ἐν ὄψει τῶν νέων συνθηκῶν. Ἡ κατάστασις ἐξακολουθεῖ νά εἶναι ἀμετάβλητος, ἐνῷ αἱ ἁρμόδιαι ἀρχαί ἐπισημαίνουν ὅτι τά μέτρα θά ληφθοῦν ἐντός τῶν προσεχῶν ἡμερῶν, κατόπιν τῶν σχετικῶν ἀποφάσεων τῆς ἐπιτροπῆς. ΛΟΝΔΙΝΟΝ, 19 (Ρώυτερ). — Αἱ συζητήσεις συνεχίζονται καί σήμερον μεταξύ τῶν ἀντιπροσωπειῶν, αἱ ὁποῖαι ἐξετάζουν τάς προτάσεις ἐπί τοῦ θέματος, χωρίς ὅμως νά ἐπιτευχθῇ συμφωνία. ΘΕΣΣΑΛΟΝΙΚΗ, 19. — Κατά τήν χθεσινήν συνεδρίασιν ἀπεφασίσθη ἡ συνέχισις τῶν ἐργασιών, ὡς καί ἡ ἐπέκτασις τοῦ προγράμματος ἐπί τῶν ζητημάτων τά ὁποῖα ἀπασχολοῦν τήν περιοχήν μας, ἐν ὄψει τῶν νέων συνθηκῶν. Ἡ κατάστασις ἐξακολουθεῖ νά εἶναι ἀμετάβλητος, ἐνῷ αἱ ἁρμόδιαι ἀρχαί ἐπισημαίνουν ὅτι τά μέτρα θά ληφθοῦν ἐντός τῶν προσεχῶν ἡμερῶν, κατόπιν τῶν σχετικῶν ἀποφάσεων τῆς ἐπιτροπῆς. ΛΟΝΔΙΝΟΝ, 19 (Ρώυτερ). — Αἱ συζητήσεις συνεχίζονται καί σήμερον μεταξύ τῶν ἀντιπροσωπειῶν, αἱ ὁποῖαι ἐξετάζουν τάς προτάσεις ἐπί τοῦ θέματος, χωρίς ὅμως νά ἐπιτευχθῇ συμφωνία. ΘΕΣΣΑΛΟΝΙΚΗ, 19. — Κατά τήν χθεσινήν συνεδρίασιν ἀπεφασίσθη ἡ συνέχισις τῶν ἐργασιών, ὡς καί ἡ ἐπέκτασις τοῦ προγράμματος ἐπί τῶν ζητημάτων τά ὁποῖα ἀπασχολοῦν τήν περιοχήν μας, ἐν ὄψει τῶν νέων συνθηκῶν. Ἡ κατάστασις ἐξακολουθεῖ νά εἶναι ἀμετάβλητος, ἐνῷ αἱ ἁρμόδιαι ἀρχαί ἐπισημαίνουν ὅτι τά μέτρα θά ληφθοῦν ἐντός τῶν προσεχῶν ἡμερῶν, κατόπιν τῶν σχετικῶν ἀποφάσεων τῆς ἐπιτροπῆς. ΛΟΝΔΙΝΟΝ, 19 (Ρώυτερ). — Αἱ συζητήσεις συνεχίζονται καί σήμερον μεταξύ τῶν ἀντιπροσωπειῶν, αἱ ὁποῖαι ἐξετάζουν τάς προτάσεις ἐπί τοῦ θέματος, χωρίς ὅμως νά ἐπιτευχθῇ συμφωνία. ΘΕΣΣΑΛΟΝΙΚΗ, 19. — Κατά τήν χθεσινήν συνεδρίασιν ἀπεφασίσθη ἡ συνέχισις τῶν ἐργασιών, ὡς καί ἡ ἐπέκτασις τοῦ προγράμματος ἐπί τῶν ζητημάτων τά ὁποῖα ἀπασχολοῦν τήν περιοχήν μας, ἐν ὄψει τῶν νέων συνθηκῶν. Ἡ κατάστασις ἐξακολουθεῖ νά εἶναι ἀμετάβλητος, ἐνῷ αἱ ἁρμόδιαι ἀρχαί ἐπισημαίνουν ὅτι τά μέτρα θά ληφθοῦν ἐντός τῶν προσεχῶν ἡμερῶν, κατόπιν τῶν σχετικῶν ἀποφάσεων τῆς ἐπιτροπῆς. ΛΟΝΔΙΝΟΝ, 19 (Ρώυτερ). — Αἱ συζητήσεις συνεχίζονται καί σήμερον μεταξύ τῶν ἀντιπροσωπειῶν, αἱ ὁποῖαι ἐξετάζουν τάς προτάσεις ἐπί τοῦ θέματος, χωρίς ὅμως νά ἐπιτευχθῇ συμφωνία. ΘΕΣΣΑΛΟΝΙΚΗ, 19. — Κατά τήν χθεσινήν συνεδρίασιν ἀπεφασίσθη ἡ συνέχισις τῶν ἐργασιών, ὡς καί ἡ ἐπέκτασις τοῦ προγράμματος ἐπί τῶν ζητημάτων τά ὁποῖα ἀπασχολοῦν τήν περιοχήν μας, ἐν ὄψει τῶν νέων συνθηκῶν. Ἡ κατάστασις ἐξακολουθεῖ νά εἶναι ἀμετάβλητος, ἐνῷ αἱ ἁρμόδιαι ἀρχαί ἐπισημαίνουν ὅτι τά μέτρα θά ληφθοῦν ἐντός τῶν προσεχῶν ἡμερῶν, κατόπιν τῶν σχετικῶν ἀποφάσεων τῆς ἐπιτροπῆς. Ο Ζούκωφ ὑπό δυσμένειαν ΛΟΝΔΙΝΟΝ, 19 (Ρώυτερ). — Αἱ συζητήσεις συνεχίζονται καί σήμερον μεταξύ τῶν ἀντιπροσωπειῶν, αἱ ὁποῖαι ἐξετάζουν τάς προτάσεις ἐπί τοῦ θέματος, χωρίς ὅμως νά ἐπιτευχθῇ συμφωνία. ΘΕΣΣΑΛΟΝΙΚΗ, 19. — Κατά τήν χθεσινήν συνεδρίασιν ἀπεφασίσθη ἡ συνέχισις τῶν ἐργασιών, ὡς καί ἡ ἐπέκτασις τοῦ προγράμματος ἐπί τῶν ζητημάτων τά ὁποῖα ἀπασχολοῦν τήν περιοχήν μας, ἐν ὄψει τῶν νέων συνθηκῶν. Ἡ κατάστασις ἐξακολουθεῖ νά εἶναι ἀμετάβλητος, ἐνῷ αἱ ἁρμόδιαι ἀρχαί ἐπισημαίνουν ὅτι τά μέτρα θά ληφθοῦν ἐντός τῶν προσεχῶν ἡμερῶν, κατόπιν τῶν σχετικῶν ἀποφάσεων τῆς ἐπιτροπῆς. ΛΟΝΔΙΝΟΝ, 19 (Ρώυτερ). — Αἱ συζητήσεις συνεχίζονται καί σήμερον μεταξύ τῶν ἀντιπροσωπειῶν, αἱ ὁποῖαι ἐξετάζουν τάς προτάσεις ἐπί τοῦ θέματος, χωρίς ὅμως νά ἐπιτευχθῇ συμφωνία. ΘΕΣΣΑΛΟΝΙΚΗ, 19. — Κατά τήν χθεσινήν συνεδρίασιν ἀπεφασίσθη ἡ συνέχισις τῶν ἐργασιών, ὡς καί ἡ ἐπέκτασις τοῦ προγράμματος ἐπί τῶν ζητημάτων τά ὁποῖα ἀπασχολοῦν τήν περιοχήν μας, ἐν ὄψει τῶν νέων συνθηκῶν. Ἡ κατάστασις ἐξακολουθεῖ νά εἶναι ἀμετάβλητος, ἐνῷ αἱ ἁρμόδιαι ἀρχαί ἐπισημαίνουν ὅτι τά μέτρα θά ληφθοῦν ἐντός τῶν προσεχῶν ἡμερῶν, κατόπιν τῶν σχετικῶν ἀποφάσεων τῆς ἐπιτροπῆς. ΛΟΝΔΙΝΟΝ, 19 (Ρώυτερ). — Αἱ συζητήσεις συνεχίζονται καί σήμερον μεταξύ τῶν ἀντιπροσωπειῶν, αἱ ὁποῖαι ἐξετάζουν τάς προτάσεις ἐπί τοῦ θέματος, χωρίς ὅμως νά ἐπιτευχθῇ συμφωνία. ΑΥΡΙΟΝ: Ἡ συνέχεια [380,940,839,2504]
satellite-headline: Συντρίμματα ρωσσικοῦ δορυφόρου εἶναι τά σμῆνη ἱπταμένων δίσκων ἰσχυρίζεται εἷς Γάλλος ἀστρονόμος [569,394,1058,467]
metro-kicker: ΥΠΟ ΤΟΥ ΜΗΤΡΟΠΟΛΙΤΟΥ [401,17,531,28]
uganda-heading: Η ΟΥΓΚΑΝΤΑ ΠΡΟΣΕΛΚΥΕΙ ΤΟΥΡΙΣΤΑΣ ΕΞ ΗΝ. ΠΟΛΙΤΕΙΩΝ [851,1147,1061,1170]
geology-subheading-1: ΕΥΡΙΣΚΟΝΤΑΙ ΑΠΟΛΙΘΩΜΑΤΑ ΤΩΝ [1094,1333,1442,1359]
